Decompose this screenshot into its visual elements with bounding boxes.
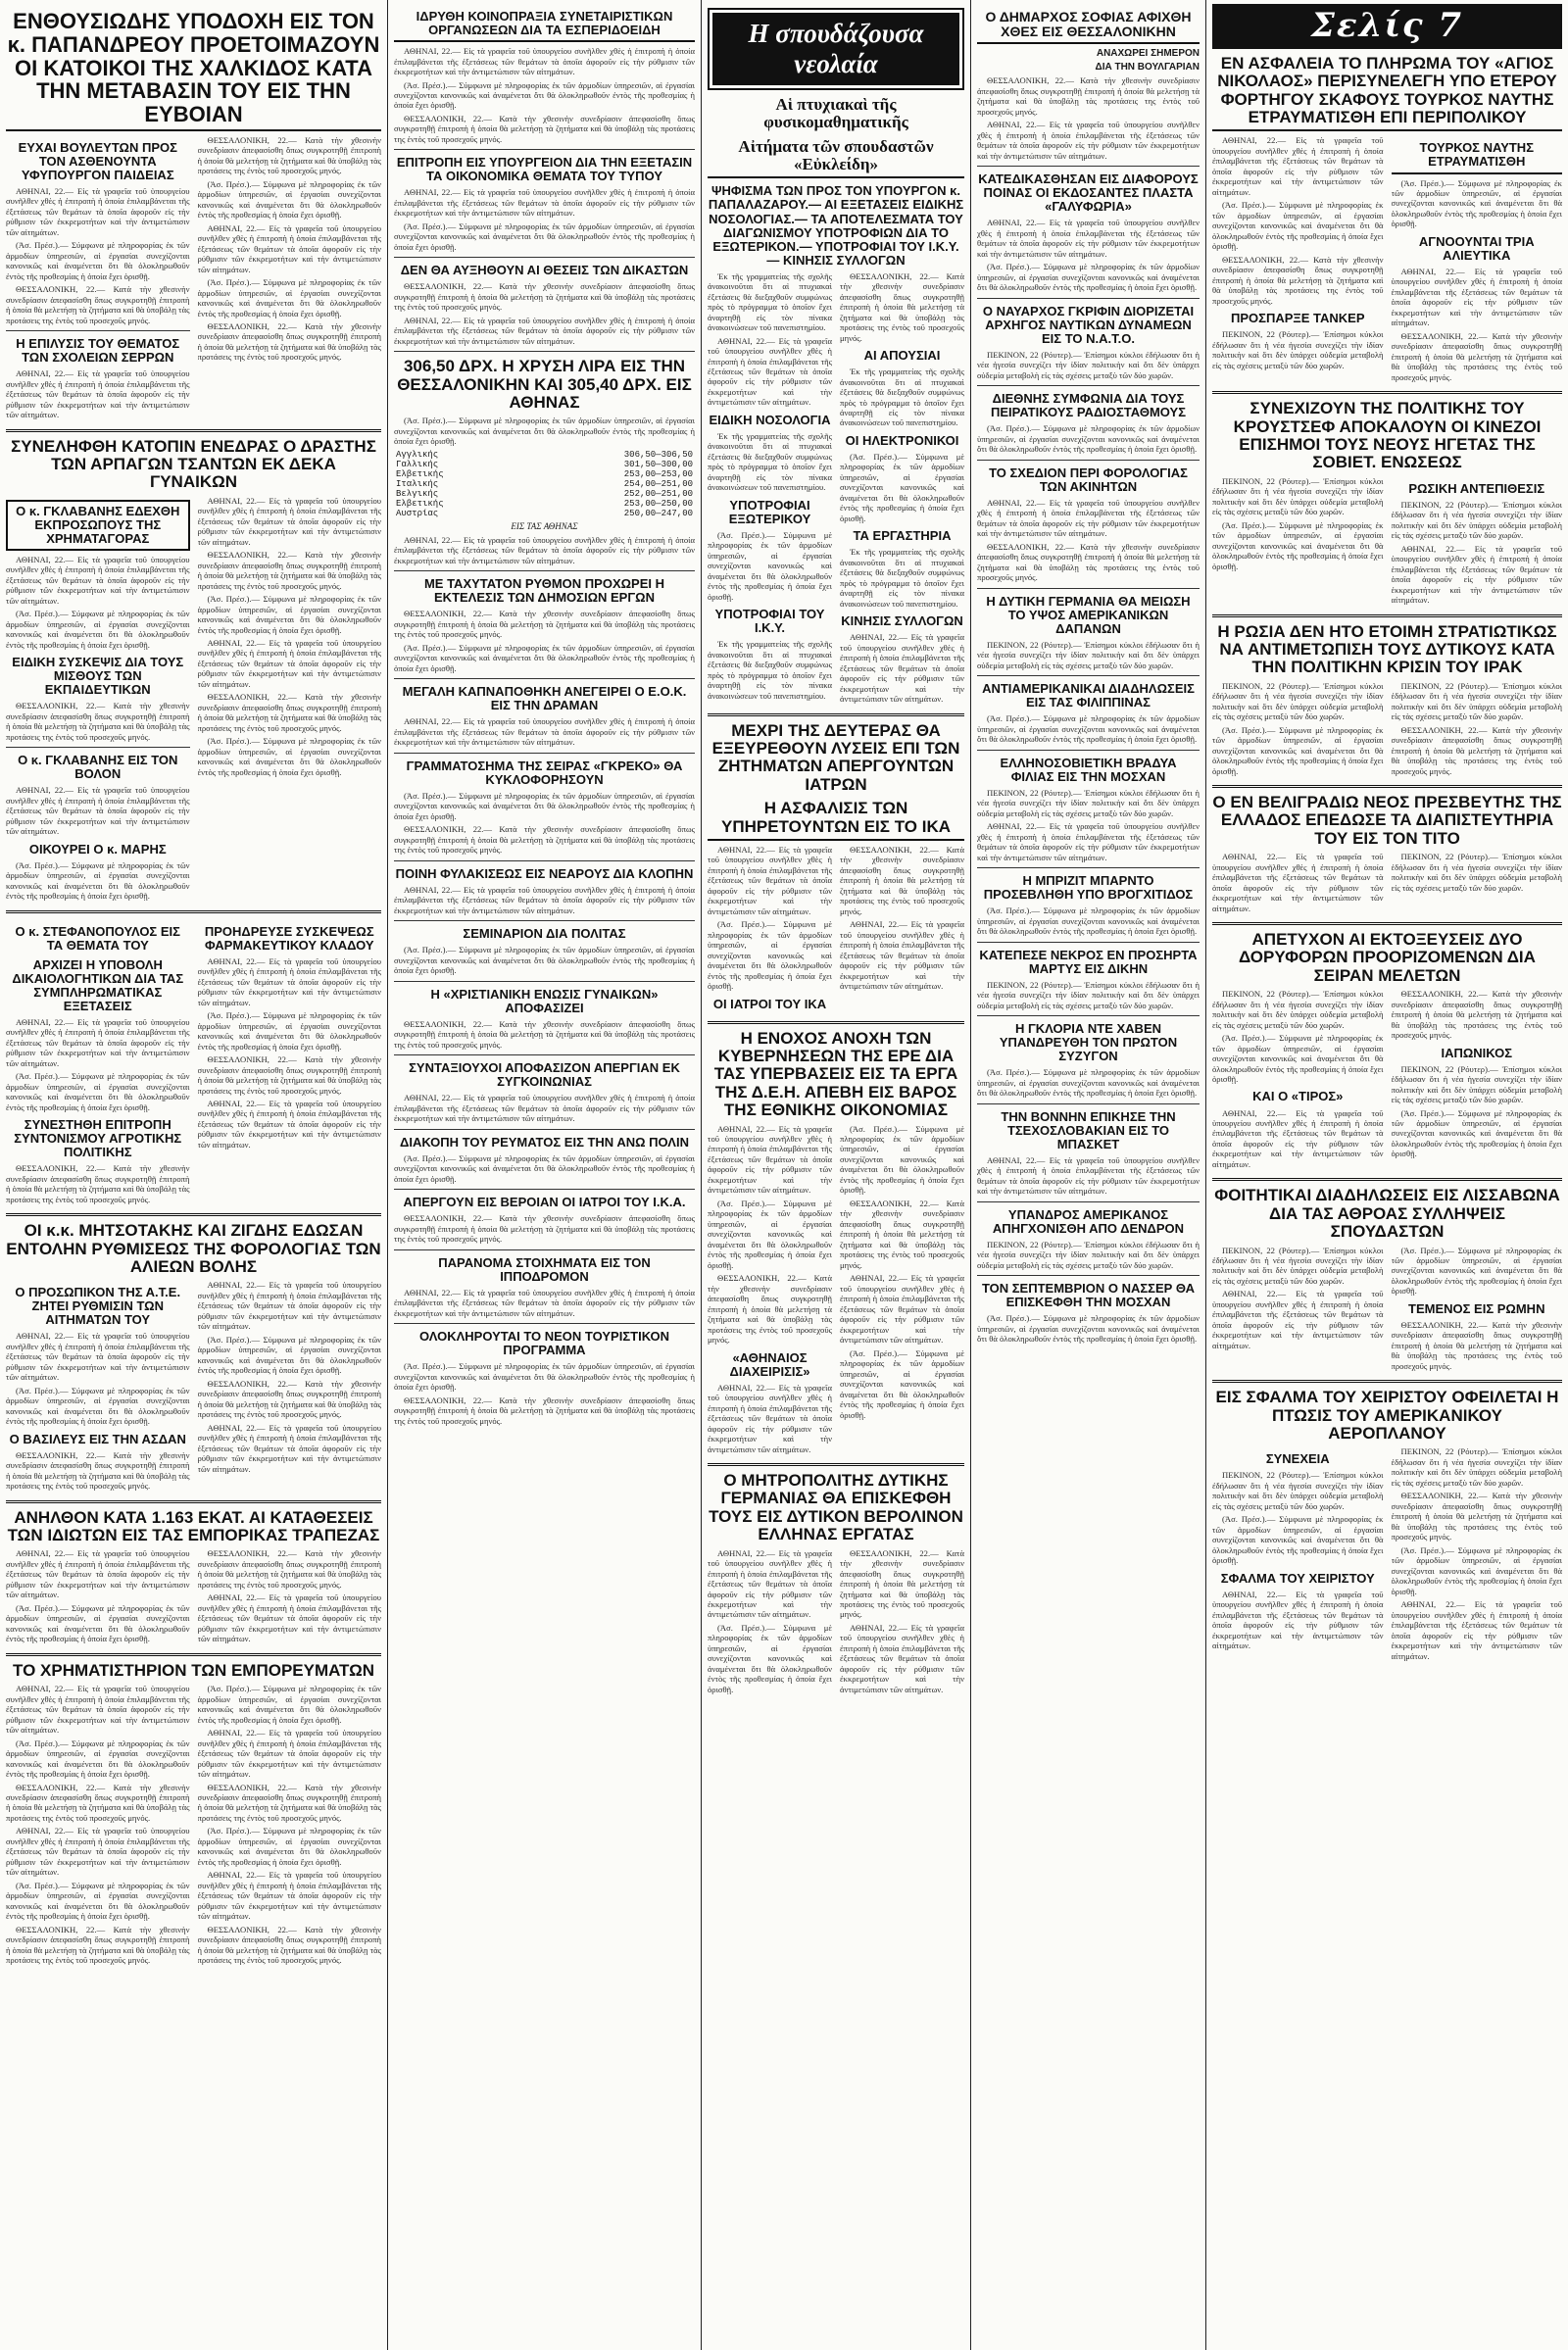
subheading-japanese: ΙΑΠΩΝΙΚΟΣ bbox=[1441, 1045, 1512, 1060]
headline-witness-dead: ΚΑΤΕΠΕΣΕ ΝΕΚΡΟΣ ΕΝ ΠΡΟΣΗΡΤΑ ΜΑΡΤΥΣ ΕΙΣ ΔΙΚΗΝ bbox=[979, 947, 1198, 976]
article-body: ΑΘΗΝΑΙ, 22.— Εἰς τὰ γραφεῖα τοῦ ὑπουργείου συνῆλθεν χθὲς ἡ ἐπιτροπὴ ἡ ὁποία ἐπιλαμβάνεται τῆς ἐξετάσεως τῶν θεμάτων τὰ ὁποῖα ἀφοροῦν εἰς τὴν ρύθμισιν τῶν ἐκκρεμοτήτων καὶ τὴν ἀντιμετώπισιν τῶν αἰτημάτων. bbox=[197, 1870, 381, 1922]
headline-bardot: Η ΜΠΡΙΖΙΤ ΜΠΑΡΝΤΟ ΠΡΟΣΕΒΛΗΘΗ ΥΠΟ ΒΡΟΓΧΙΤΙΔΟΣ bbox=[983, 873, 1194, 903]
gold-price-row bbox=[394, 469, 695, 479]
headline-pharma: ΠΡΟΗΔΡΕΥΣΕ ΣΥΣΚΕΨΕΩΣ ΦΑΡΜΑΚΕΥΤΙΚΟΥ ΚΛΑΔΟΥ bbox=[204, 923, 374, 953]
gold-price-row bbox=[394, 479, 695, 489]
article-body: Ἐκ τῆς γραμματείας τῆς σχολῆς ἀνακοινοῦται ὅτι αἱ πτυχιακαὶ ἐξετάσεις θὰ διεξαχθοῦν συμφώνως πρὸς τὸ πρόγραμμα τὸ ὁποῖον ἔχει ἀναρτηθῇ εἰς τὸν πίνακα ἀνακοινώσεων τοῦ πανεπιστημίου. bbox=[840, 547, 964, 609]
article-body: ΠΕΚΙΝΟΝ, 22 (Ρόυτερ).— Ἐπίσημοι κύκλοι ἐδήλωσαν ὅτι ἡ νέα ἡγεσία συνεχίζει τὴν ἰδίαν πολιτικὴν καὶ ὅτι δὲν ὑπάρχει οὐδεμία μεταβολὴ εἰς τὰς σχέσεις μεταξὺ τῶν δύο χωρῶν. bbox=[1212, 329, 1384, 370]
coin-price: 253,00—253,00 bbox=[623, 468, 693, 479]
column-1 bbox=[0, 0, 387, 2350]
article-body: ΑΘΗΝΑΙ, 22.— Εἰς τὰ γραφεῖα τοῦ ὑπουργείου συνῆλθεν χθὲς ἡ ἐπιτροπὴ ἡ ὁποία ἐπιλαμβάνεται τῆς ἐξετάσεως τῶν θεμάτων τὰ ὁποῖα ἀφοροῦν εἰς τὴν ρύθμισιν τῶν ἐκκρεμοτήτων καὶ τὴν ἀντιμετώπισιν τῶν αἰτημάτων. bbox=[394, 1093, 695, 1124]
article-body: ΑΘΗΝΑΙ, 22.— Εἰς τὰ γραφεῖα τοῦ ὑπουργείου συνῆλθεν χθὲς ἡ ἐπιτροπὴ ἡ ὁποία ἐπιλαμβάνεται τῆς ἐξετάσεως τῶν θεμάτων τὰ ὁποῖα ἀφοροῦν εἰς τὴν ρύθμισιν τῶν ἐκκρεμοτήτων καὶ τὴν ἀντιμετώπισιν τῶν αἰτημάτων. bbox=[6, 785, 190, 837]
headline-tourism: ΟΛΟΚΛΗΡΟΥΤΑΙ ΤΟ ΝΕΟΝ ΤΟΥΡΙΣΤΙΚΟΝ ΠΡΟΓΡΑΜΜΑ bbox=[419, 1329, 669, 1358]
article-body: (Ἀσ. Πρέσ.).— Σύμφωνα μὲ πληροφορίας ἐκ τῶν ἁρμοδίων ὑπηρεσιῶν, αἱ ἐργασίαι συνεχίζονται κανονικῶς καὶ ἀναμένεται ὅτι θὰ ὁλοκληρωθοῦν ἐντὸς τῆς προθεσμίας ἡ ὁποία ἔχει ὁρισθῇ. bbox=[197, 1334, 381, 1376]
coin-price: 250,00—247,00 bbox=[623, 508, 693, 518]
article-body: ΘΕΣΣΑΛΟΝΙΚΗ, 22.— Κατὰ τὴν χθεσινὴν συνεδρίασιν ἀπεφασίσθη ὅπως συγκροτηθῇ ἐπιτροπὴ ἡ ὁποία θὰ μελετήσῃ τὰ ζητήματα καὶ θὰ ὑποβάλῃ τὰς προτάσεις της ἐντὸς τοῦ προσεχοῦς μηνός. bbox=[197, 692, 381, 733]
article-body: ΑΘΗΝΑΙ, 22.— Εἰς τὰ γραφεῖα τοῦ ὑπουργείου συνῆλθεν χθὲς ἡ ἐπιτροπὴ ἡ ὁποία ἐπιλαμβάνεται τῆς ἐξετάσεως τῶν θεμάτων τὰ ὁποῖα ἀφοροῦν εἰς τὴν ρύθμισιν τῶν ἐκκρεμοτήτων καὶ τὴν ἀντιμετώπισιν τῶν αἰτημάτων. bbox=[977, 821, 1200, 862]
article-body: (Ἀσ. Πρέσ.).— Σύμφωνα μὲ πληροφορίας ἐκ τῶν ἁρμοδίων ὑπηρεσιῶν, αἱ ἐργασίαι συνεχίζονται κανονικῶς καὶ ἀναμένεται ὅτι θὰ ὁλοκληρωθοῦν ἐντὸς τῆς προθεσμίας ἡ ὁποία ἔχει ὁρισθῇ. bbox=[1391, 1107, 1562, 1159]
gold-price-row bbox=[394, 499, 695, 509]
coin-type: Αγγλικής bbox=[396, 449, 439, 460]
subheading-tiros: ΚΑΙ Ο «ΤΙΡΟΣ» bbox=[1252, 1089, 1344, 1104]
article-body: ΑΘΗΝΑΙ, 22.— Εἰς τὰ γραφεῖα τοῦ ὑπουργείου συνῆλθεν χθὲς ἡ ἐπιτροπὴ ἡ ὁποία ἐπιλαμβάνεται τῆς ἐξετάσεως τῶν θεμάτων τὰ ὁποῖα ἀφοροῦν εἰς τὴν ρύθμισιν τῶν ἐκκρεμοτήτων καὶ τὴν ἀντιμετώπισιν τῶν αἰτημάτων. bbox=[197, 1280, 381, 1332]
headline-king: Ο ΒΑΣΙΛΕΥΣ ΕΙΣ ΤΗΝ ΑΣΔΑΝ bbox=[9, 1431, 186, 1446]
subheading-rome-mosque: ΤΕΜΕΝΟΣ ΕΙΣ ΡΩΜΗΝ bbox=[1408, 1300, 1545, 1316]
article-body: ΘΕΣΣΑΛΟΝΙΚΗ, 22.— Κατὰ τὴν χθεσινὴν συνεδρίασιν ἀπεφασίσθη ὅπως συγκροτηθῇ ἐπιτροπὴ ἡ ὁποία θὰ μελετήσῃ τὰ ζητήματα καὶ θὰ ὑποβάλῃ τὰς προτάσεις της ἐντὸς τοῦ προσεχοῦς μηνός. bbox=[197, 1782, 381, 1823]
article-body: ΑΘΗΝΑΙ, 22.— Εἰς τὰ γραφεῖα τοῦ ὑπουργείου συνῆλθεν χθὲς ἡ ἐπιτροπὴ ἡ ὁποία ἐπιλαμβάνεται τῆς ἐξετάσεως τῶν θεμάτων τὰ ὁποῖα ἀφοροῦν εἰς τὴν ρύθμισιν τῶν ἐκκρεμοτήτων καὶ τὴν ἀντιμετώπισιν τῶν αἰτημάτων. bbox=[708, 1547, 832, 1620]
article-body: ΘΕΣΣΑΛΟΝΙΚΗ, 22.— Κατὰ τὴν χθεσινὴν συνεδρίασιν ἀπεφασίσθη ὅπως συγκροτηθῇ ἐπιτροπὴ ἡ ὁποία θὰ μελετήσῃ τὰ ζητήματα καὶ θὰ ὑποβάλῃ τὰς προτάσεις της ἐντὸς τοῦ προσεχοῦς μηνός. bbox=[6, 1924, 190, 1966]
headline-commodity-exchange: ΤΟ ΧΡΗΜΑΤΙΣΤΗΡΙΟΝ ΤΩΝ ΕΜΠΟΡΕΥΜΑΤΩΝ bbox=[13, 1660, 374, 1680]
article-body: (Ἀσ. Πρέσ.).— Σύμφωνα μὲ πληροφορίας ἐκ τῶν ἁρμοδίων ὑπηρεσιῶν, αἱ ἐργασίαι συνεχίζονται κανονικῶς καὶ ἀναμένεται ὅτι θὰ ὁλοκληρωθοῦν ἐντὸς τῆς προθεσμίας ἡ ὁποία ἔχει ὁρισθῇ. bbox=[840, 451, 964, 523]
article-body: ΠΕΚΙΝΟΝ, 22 (Ρόυτερ).— Ἐπίσημοι κύκλοι ἐδήλωσαν ὅτι ἡ νέα ἡγεσία συνεχίζει τὴν ἰδίαν πολιτικὴν καὶ ὅτι δὲν ὑπάρχει οὐδεμία μεταβολὴ εἰς τὰς σχέσεις μεταξὺ τῶν δύο χωρῶν. bbox=[977, 787, 1200, 818]
article-body: ΑΘΗΝΑΙ, 22.— Εἰς τὰ γραφεῖα τοῦ ὑπουργείου συνῆλθεν χθὲς ἡ ἐπιτροπὴ ἡ ὁποία ἐπιλαμβάνεται τῆς ἐξετάσεως τῶν θεμάτων τὰ ὁποῖα ἀφοροῦν εἰς τὴν ρύθμισιν τῶν ἐκκρεμοτήτων καὶ τὴν ἀντιμετώπισιν τῶν αἰτημάτων. bbox=[6, 554, 190, 606]
article-body: (Ἀσ. Πρέσ.).— Σύμφωνα μὲ πληροφορίας ἐκ τῶν ἁρμοδίων ὑπηρεσιῶν, αἱ ἐργασίαι συνεχίζονται κανονικῶς καὶ ἀναμένεται ὅτι θὰ ὁλοκληρωθοῦν ἐντὸς τῆς προθεσμίας ἡ ὁποία ἔχει ὁρισθῇ. bbox=[394, 1361, 695, 1393]
article-body: (Ἀσ. Πρέσ.).— Σύμφωνα μὲ πληροφορίας ἐκ τῶν ἁρμοδίων ὑπηρεσιῶν, αἱ ἐργασίαι συνεχίζονται κανονικῶς καὶ ἀναμένεται ὅτι θὰ ὁλοκληρωθοῦν ἐντὸς τῆς προθεσμίας ἡ ὁποία ἔχει ὁρισθῇ. bbox=[1391, 177, 1562, 229]
article-body: ΘΕΣΣΑΛΟΝΙΚΗ, 22.— Κατὰ τὴν χθεσινὴν συνεδρίασιν ἀπεφασίσθη ὅπως συγκροτηθῇ ἐπιτροπὴ ἡ ὁποία θὰ μελετήσῃ τὰ ζητήματα καὶ θὰ ὑποβάλῃ τὰς προτάσεις της ἐντὸς τοῦ προσεχοῦς μηνός. bbox=[394, 609, 695, 640]
article-body: (Ἀσ. Πρέσ.).— Σύμφωνα μὲ πληροφορίας ἐκ τῶν ἁρμοδίων ὑπηρεσιῶν, αἱ ἐργασίαι συνεχίζονται κανονικῶς καὶ ἀναμένεται ὅτι θὰ ὁλοκληρωθοῦν ἐντὸς τῆς προθεσμίας ἡ ὁποία ἔχει ὁρισθῇ. bbox=[394, 642, 695, 673]
article-body: (Ἀσ. Πρέσ.).— Σύμφωνα μὲ πληροφορίας ἐκ τῶν ἁρμοδίων ὑπηρεσιῶν, αἱ ἐργασίαι συνεχίζονται κανονικῶς καὶ ἀναμένεται ὅτι θὰ ὁλοκληρωθοῦν ἐντὸς τῆς προθεσμίας ἡ ὁποία ἔχει ὁρισθῇ. bbox=[6, 859, 190, 902]
article-body: ΑΘΗΝΑΙ, 22.— Εἰς τὰ γραφεῖα τοῦ ὑπουργείου συνῆλθεν χθὲς ἡ ἐπιτροπὴ ἡ ὁποία ἐπιλαμβάνεται τῆς ἐξετάσεως τῶν θεμάτων τὰ ὁποῖα ἀφοροῦν εἰς τὴν ρύθμισιν τῶν ἐκκρεμοτήτων καὶ τὴν ἀντιμετώπισιν τῶν αἰτημάτων. bbox=[6, 1331, 190, 1383]
coin-type: Βελγικής bbox=[396, 488, 439, 499]
article-body: ΑΘΗΝΑΙ, 22.— Εἰς τὰ γραφεῖα τοῦ ὑπουργείου συνῆλθεν χθὲς ἡ ἐπιτροπὴ ἡ ὁποία ἐπιλαμβάνεται τῆς ἐξετάσεως τῶν θεμάτων τὰ ὁποῖα ἀφοροῦν εἰς τὴν ρύθμισιν τῶν ἐκκρεμοτήτων καὶ τὴν ἀντιμετώπισιν τῶν αἰτημάτων. bbox=[840, 1273, 964, 1346]
article-body: (Ἀσ. Πρέσ.).— Σύμφωνα μὲ πληροφορίας ἐκ τῶν ἁρμοδίων ὑπηρεσιῶν, αἱ ἐργασίαι συνεχίζονται κανονικῶς καὶ ἀναμένεται ὅτι θὰ ὁλοκληρωθοῦν ἐντὸς τῆς προθεσμίας ἡ ὁποία ἔχει ὁρισθῇ. bbox=[840, 1347, 964, 1420]
article-body: (Ἀσ. Πρέσ.).— Σύμφωνα μὲ πληροφορίας ἐκ τῶν ἁρμοδίων ὑπηρεσιῶν, αἱ ἐργασίαι συνεχίζονται κανονικῶς καὶ ἀναμένεται ὅτι θὰ ὁλοκληρωθοῦν ἐντὸς τῆς προθεσμίας ἡ ὁποία ἔχει ὁρισθῇ. bbox=[1391, 1544, 1562, 1596]
headline-hippodrome: ΠΑΡΑΝΟΜΑ ΣΤΟΙΧΗΜΑΤΑ ΕΙΣ ΤΟΝ ΙΠΠΟΔΡΟΜΟΝ bbox=[438, 1254, 651, 1284]
headline-stamps: ΓΡΑΜΜΑΤΟΣΗΜΑ ΤΗΣ ΣΕΙΡΑΣ «ΓΚΡΕΚΟ» ΘΑ ΚΥΚΛΟΦΟΡΗΣΟΥΝ bbox=[406, 758, 683, 787]
article-body: ΑΘΗΝΑΙ, 22.— Εἰς τὰ γραφεῖα τοῦ ὑπουργείου συνῆλθεν χθὲς ἡ ἐπιτροπὴ ἡ ὁποία ἐπιλαμβάνεται τῆς ἐξετάσεως τῶν θεμάτων τὰ ὁποῖα ἀφοροῦν εἰς τὴν ρύθμισιν τῶν ἐκκρεμοτήτων καὶ τὴν ἀντιμετώπισιν τῶν αἰτημάτων. bbox=[708, 335, 832, 408]
article-body: (Ἀσ. Πρέσ.).— Σύμφωνα μὲ πληροφορίας ἐκ τῶν ἁρμοδίων ὑπηρεσιῶν, αἱ ἐργασίαι συνεχίζονται κανονικῶς καὶ ἀναμένεται ὅτι θὰ ὁλοκληρωθοῦν ἐντὸς τῆς προθεσμίας ἡ ὁποία ἔχει ὁρισθῇ. bbox=[197, 178, 381, 220]
article-body: (Ἀσ. Πρέσ.).— Σύμφωνα μὲ πληροφορίας ἐκ τῶν ἁρμοδίων ὑπηρεσιῶν, αἱ ἐργασίαι συνεχίζονται κανονικῶς καὶ ἀναμένεται ὅτι θὰ ὁλοκληρωθοῦν ἐντὸς τῆς προθεσμίας ἡ ὁποία ἔχει ὁρισθῇ. bbox=[6, 1385, 190, 1427]
article-body: ΑΘΗΝΑΙ, 22.— Εἰς τὰ γραφεῖα τοῦ ὑπουργείου συνῆλθεν χθὲς ἡ ἐπιτροπὴ ἡ ὁποία ἐπιλαμβάνεται τῆς ἐξετάσεως τῶν θεμάτων τὰ ὁποῖα ἀφοροῦν εἰς τὴν ρύθμισιν τῶν ἐκκρεμοτήτων καὶ τὴν ἀντιμετώπισιν τῶν αἰτημάτων. bbox=[394, 1287, 695, 1318]
coin-type: Ελβετικής bbox=[396, 498, 444, 509]
headline-prison: ΠΟΙΝΗ ΦΥΛΑΚΙΣΕΩΣ ΕΙΣ ΝΕΑΡΟΥΣ ΔΙΑ ΚΛΟΠΗΝ bbox=[395, 865, 694, 881]
article-body: (Ἀσ. Πρέσ.).— Σύμφωνα μὲ πληροφορίας ἐκ τῶν ἁρμοδίων ὑπηρεσιῶν, αἱ ἐργασίαι συνεχίζονται κανονικῶς καὶ ἀναμένεται ὅτι θὰ ὁλοκληρωθοῦν ἐντὸς τῆς προθεσμίας ἡ ὁποία ἔχει ὁρισθῇ. bbox=[394, 790, 695, 821]
article-body: (Ἀσ. Πρέσ.).— Σύμφωνα μὲ πληροφορίας ἐκ τῶν ἁρμοδίων ὑπηρεσιῶν, αἱ ἐργασίαι συνεχίζονται κανονικῶς καὶ ἀναμένεται ὅτι θὰ ὁλοκληρωθοῦν ἐντὸς τῆς προθεσμίας ἡ ὁποία ἔχει ὁρισθῇ. bbox=[977, 906, 1200, 937]
headline-russia-iraq: Η ΡΩΣΙΑ ΔΕΝ ΗΤΟ ΕΤΟΙΜΗ ΣΤΡΑΤΙΩΤΙΚΩΣ ΝΑ ΑΝΤΙΜΕΤΩΠΙΣΗ ΤΟΥΣ ΔΥΤΙΚΟΥΣ ΚΑΤΑ ΤΗΝ ΠΟΛΙΤΙΚΗΝ ΚΡΙΣΙΝ ΤΟΥ ΙΡΑΚ bbox=[1217, 621, 1557, 677]
article-body: ΑΘΗΝΑΙ, 22.— Εἰς τὰ γραφεῖα τοῦ ὑπουργείου συνῆλθεν χθὲς ἡ ἐπιτροπὴ ἡ ὁποία ἐπιλαμβάνεται τῆς ἐξετάσεως τῶν θεμάτων τὰ ὁποῖα ἀφοροῦν εἰς τὴν ρύθμισιν τῶν ἐκκρεμοτήτων καὶ τὴν ἀντιμετώπισιν τῶν αἰτημάτων. bbox=[840, 632, 964, 705]
column-2 bbox=[388, 0, 701, 2350]
article-body: ΘΕΣΣΑΛΟΝΙΚΗ, 22.— Κατὰ τὴν χθεσινὴν συνεδρίασιν ἀπεφασίσθη ὅπως συγκροτηθῇ ἐπιτροπὴ ἡ ὁποία θὰ μελετήσῃ τὰ ζητήματα καὶ θὰ ὑποβάλῃ τὰς προτάσεις της ἐντὸς τοῦ προσεχοῦς μηνός. bbox=[6, 1782, 190, 1823]
headline-mitsotakis: ΟΙ κ.κ. ΜΗΤΣΟΤΑΚΗΣ ΚΑΙ ΖΙΓΔΗΣ ΕΔΩΣΑΝ ΕΝΤΟΛΗΝ ΡΥΘΜΙΣΕΩΣ ΤΗΣ ΦΟΡΟΛΟΓΙΑΣ ΤΩΝ ΑΛΙΕΩΝ ΒΟΛΗΣ bbox=[6, 1221, 381, 1276]
headline-foundation: ΙΔΡΥΘΗ ΚΟΙΝΟΠΡΑΞΙΑ ΣΥΝΕΤΑΙΡΙΣΤΙΚΩΝ ΟΡΓΑΝΩΣΕΩΝ ΔΙΑ ΤΑ ΕΣΠΕΡΙΔΟΕΙΔΗ bbox=[394, 10, 695, 42]
subheading-abroad-scholarships: ΥΠΟΤΡΟΦΙΑΙ ΕΞΩΤΕΡΙΚΟΥ bbox=[728, 497, 811, 526]
article-body: (Ἀσ. Πρέσ.).— Σύμφωνα μὲ πληροφορίας ἐκ τῶν ἁρμοδίων ὑπηρεσιῶν, αἱ ἐργασίαι συνεχίζονται κανονικῶς καὶ ἀναμένεται ὅτι θὰ ὁλοκληρωθοῦν ἐντὸς τῆς προθεσμίας ἡ ὁποία ἔχει ὁρισθῇ. bbox=[1212, 724, 1384, 776]
coin-type: Ελβετικής bbox=[396, 468, 444, 479]
article-body: ΑΘΗΝΑΙ, 22.— Εἰς τὰ γραφεῖα τοῦ ὑπουργείου συνῆλθεν χθὲς ἡ ἐπιτροπὴ ἡ ὁποία ἐπιλαμβάνεται τῆς ἐξετάσεως τῶν θεμάτων τὰ ὁποῖα ἀφοροῦν εἰς τὴν ρύθμισιν τῶν ἐκκρεμοτήτων καὶ τὴν ἀντιμετώπισιν τῶν αἰτημάτων. bbox=[977, 497, 1200, 539]
article-body: ΘΕΣΣΑΛΟΝΙΚΗ, 22.— Κατὰ τὴν χθεσινὴν συνεδρίασιν ἀπεφασίσθη ὅπως συγκροτηθῇ ἐπιτροπὴ ἡ ὁποία θὰ μελετήσῃ τὰ ζητήματα καὶ θὰ ὑποβάλῃ τὰς προτάσεις της ἐντὸς τοῦ προσεχοῦς μηνός. bbox=[977, 75, 1200, 117]
coin-price: 252,00—251,00 bbox=[623, 488, 693, 499]
headline-seminar: ΣΕΜΙΝΑΡΙΟΝ ΔΙΑ ΠΟΛΙΤΑΣ bbox=[463, 926, 626, 942]
article-body: ΑΘΗΝΑΙ, 22.— Εἰς τὰ γραφεῖα τοῦ ὑπουργείου συνῆλθεν χθὲς ἡ ἐπιτροπὴ ἡ ὁποία ἐπιλαμβάνεται τῆς ἐξετάσεως τῶν θεμάτων τὰ ὁποῖα ἀφοροῦν εἰς τὴν ρύθμισιν τῶν ἐκκρεμοτήτων καὶ τὴν ἀντιμετώπισιν τῶν αἰτημάτων. bbox=[1212, 1289, 1384, 1350]
subheading-tanker: ΠΡΟΣΠΑΡΞΕ ΤΑΝΚΕΡ bbox=[1230, 311, 1365, 326]
column-4 bbox=[971, 0, 1205, 2350]
article-body: ΑΘΗΝΑΙ, 22.— Εἰς τὰ γραφεῖα τοῦ ὑπουργείου συνῆλθεν χθὲς ἡ ἐπιτροπὴ ἡ ὁποία ἐπιλαμβάνεται τῆς ἐξετάσεως τῶν θεμάτων τὰ ὁποῖα ἀφοροῦν εἰς τὴν ρύθμισιν τῶν ἐκκρεμοτήτων καὶ τὴν ἀντιμετώπισιν τῶν αἰτημάτων. bbox=[708, 1123, 832, 1196]
column-3 bbox=[702, 0, 970, 2350]
article-body: ΑΘΗΝΑΙ, 22.— Εἰς τὰ γραφεῖα τοῦ ὑπουργείου συνῆλθεν χθὲς ἡ ἐπιτροπὴ ἡ ὁποία ἐπιλαμβάνεται τῆς ἐξετάσεως τῶν θεμάτων τὰ ὁποῖα ἀφοροῦν εἰς τὴν ρύθμισιν τῶν ἐκκρεμοτήτων καὶ τὴν ἀντιμετώπισιν τῶν αἰτημάτων. bbox=[1391, 1599, 1562, 1661]
article-body: ΘΕΣΣΑΛΟΝΙΚΗ, 22.— Κατὰ τὴν χθεσινὴν συνεδρίασιν ἀπεφασίσθη ὅπως συγκροτηθῇ ἐπιτροπὴ ἡ ὁποία θὰ μελετήσῃ τὰ ζητήματα καὶ θὰ ὑποβάλῃ τὰς προτάσεις της ἐντὸς τοῦ προσεχοῦς μηνός. bbox=[197, 1054, 381, 1096]
article-body: ΑΘΗΝΑΙ, 22.— Εἰς τὰ γραφεῖα τοῦ ὑπουργείου συνῆλθεν χθὲς ἡ ἐπιτροπὴ ἡ ὁποία ἐπιλαμβάνεται τῆς ἐξετάσεως τῶν θεμάτων τὰ ὁποῖα ἀφοροῦν εἰς τὴν ρύθμισιν τῶν ἐκκρεμοτήτων καὶ τὴν ἀντιμετώπισιν τῶν αἰτημάτων. bbox=[197, 1592, 381, 1644]
coin-price: 253,00—250,00 bbox=[623, 498, 693, 509]
headline-glavanis-volos: Ο κ. ΓΚΛΑΒΑΝΗΣ ΕΙΣ ΤΟΝ ΒΟΛΟΝ bbox=[18, 753, 178, 782]
headline-arrest: ΣΥΝΕΛΗΦΘΗ ΚΑΤΟΠΙΝ ΕΝΕΔΡΑΣ Ο ΔΡΑΣΤΗΣ ΤΩΝ ΑΡΠΑΓΩΝ ΤΣΑΝΤΩΝ ΕΚ ΔΕΚΑ ΓΥΝΑΙΚΩΝ bbox=[11, 436, 376, 492]
subheading-iky-scholarships: ΥΠΟΤΡΟΦΙΑΙ ΤΟΥ Ι.Κ.Υ. bbox=[714, 607, 825, 636]
headline-khrushchev: ΣΥΝΕΧΙΖΟΥΝ ΤΗΣ ΠΟΛΙΤΙΚΗΣ ΤΟΥ ΚΡΟΥΣΤΣΕΦ ΑΠΟΚΑΛΟΥΝ ΟΙ ΚΙΝΕΖΟΙ ΕΠΙΣΗΜΟΙ ΤΟΥΣ ΝΕΟΥΣ ΗΓΕΤΑΣ ΤΗΣ ΣΟΒΙΕΤ. ΕΝΩΣΕΩΣ bbox=[1233, 399, 1542, 472]
article-body: ΘΕΣΣΑΛΟΝΙΚΗ, 22.— Κατὰ τὴν χθεσινὴν συνεδρίασιν ἀπεφασίσθη ὅπως συγκροτηθῇ ἐπιτροπὴ ἡ ὁποία θὰ μελετήσῃ τὰ ζητήματα καὶ θὰ ὑποβάλῃ τὰς προτάσεις της ἐντὸς τοῦ προσεχοῦς μηνός. bbox=[394, 1213, 695, 1245]
article-body: (Ἀσ. Πρέσ.).— Σύμφωνα μὲ πληροφορίας ἐκ τῶν ἁρμοδίων ὑπηρεσιῶν, αἱ ἐργασίαι συνεχίζονται κανονικῶς καὶ ἀναμένεται ὅτι θὰ ὁλοκληρωθοῦν ἐντὸς τῆς προθεσμίας ἡ ὁποία ἔχει ὁρισθῇ. bbox=[197, 736, 381, 777]
headline-committee: ΣΥΝΕΣΤΗΘΗ ΕΠΙΤΡΟΠΗ ΣΥΝΤΟΝΙΣΜΟΥ ΑΓΡΟΤΙΚΗΣ ΠΟΛΙΤΙΚΗΣ bbox=[14, 1117, 182, 1160]
coin-type: Αυστρίας bbox=[396, 508, 439, 518]
article-body: (Ἀσ. Πρέσ.).— Σύμφωνα μὲ πληροφορίας ἐκ τῶν ἁρμοδίων ὑπηρεσιῶν, αἱ ἐργασίαι συνεχίζονται κανονικῶς καὶ ἀναμένεται ὅτι θὰ ὁλοκληρωθοῦν ἐντὸς τῆς προθεσμίας ἡ ὁποία ἔχει ὁρισθῇ. bbox=[394, 220, 695, 252]
article-body: (Ἀσ. Πρέσ.).— Σύμφωνα μὲ πληροφορίας ἐκ τῶν ἁρμοδίων ὑπηρεσιῶν, αἱ ἐργασίαι συνεχίζονται κανονικῶς καὶ ἀναμένεται ὅτι θὰ ὁλοκληρωθοῦν ἐντὸς τῆς προθεσμίας ἡ ὁποία ἔχει ὁρισθῇ. bbox=[6, 609, 190, 650]
headline-sofia-mayor: Ο ΔΗΜΑΡΧΟΣ ΣΟΦΙΑΣ ΑΦΙΧΘΗ ΧΘΕΣ ΕΙΣ ΘΕΣΣΑΛΟΝΙΚΗΝ bbox=[977, 10, 1200, 44]
headline-berlin-workers: Ο ΜΗΤΡΟΠΟΛΙΤΗΣ ΔΥΤΙΚΗΣ ΓΕΡΜΑΝΙΑΣ ΘΑ ΕΠΙΣΚΕΦΘΗ ΤΟΥΣ ΕΙΣ ΔΥΤΙΚΟΝ ΒΕΡΟΛΙΝΟΝ ΕΛΛΗΝΑΣ ΕΡΓΑΤΑΣ bbox=[709, 1471, 963, 1544]
gold-price-row bbox=[394, 450, 695, 460]
article-body: ΑΘΗΝΑΙ, 22.— Εἰς τὰ γραφεῖα τοῦ ὑπουργείου συνῆλθεν χθὲς ἡ ἐπιτροπὴ ἡ ὁποία ἐπιλαμβάνεται τῆς ἐξετάσεως τῶν θεμάτων τὰ ὁποῖα ἀφοροῦν εἰς τὴν ρύθμισιν τῶν ἐκκρεμοτήτων καὶ τὴν ἀντιμετώπισιν τῶν αἰτημάτων. bbox=[6, 1826, 190, 1878]
subheading-russian-reaction: ΡΩΣΙΚΗ ΑΝΤΕΠΙΘΕΣΙΣ bbox=[1408, 480, 1545, 496]
coin-type: Γαλλικής bbox=[396, 459, 439, 469]
headline-public-works: ΜΕ ΤΑΧΥΤΑΤΟΝ ΡΥΘΜΟΝ ΠΡΟΧΩΡΕΙ Η ΕΚΤΕΛΕΣΙΣ ΤΩΝ ΔΗΜΟΣΙΩΝ ΕΡΓΩΝ bbox=[423, 576, 665, 606]
headline-judges: ΔΕΝ ΘΑ ΑΥΞΗΘΟΥΝ ΑΙ ΘΕΣΕΙΣ ΤΩΝ ΔΙΚΑΣΤΩΝ bbox=[400, 263, 689, 278]
article-body: ΘΕΣΣΑΛΟΝΙΚΗ, 22.— Κατὰ τὴν χθεσινὴν συνεδρίασιν ἀπεφασίσθη ὅπως συγκροτηθῇ ἐπιτροπὴ ἡ ὁποία θὰ μελετήσῃ τὰ ζητήματα καὶ θὰ ὑποβάλῃ τὰς προτάσεις της ἐντὸς τοῦ προσεχοῦς μηνός. bbox=[394, 1018, 695, 1050]
headline-nasser: ΤΟΝ ΣΕΠΤΕΜΒΡΙΟΝ Ο ΝΑΣΣΕΡ ΘΑ ΕΠΙΣΚΕΦΘΗ ΤΗΝ ΜΟΣΧΑΝ bbox=[981, 1281, 1196, 1310]
article-body: ΘΕΣΣΑΛΟΝΙΚΗ, 22.— Κατὰ τὴν χθεσινὴν συνεδρίασιν ἀπεφασίσθη ὅπως συγκροτηθῇ ἐπιτροπὴ ἡ ὁποία θὰ μελετήσῃ τὰ ζητήματα καὶ θὰ ὑποβάλῃ τὰς προτάσεις της ἐντὸς τοῦ προσεχοῦς μηνός. bbox=[1391, 330, 1562, 382]
page-number-logo: Σελίς 7 bbox=[1212, 4, 1562, 49]
article-body: (Ἀσ. Πρέσ.).— Σύμφωνα μὲ πληροφορίας ἐκ τῶν ἁρμοδίων ὑπηρεσιῶν, αἱ ἐργασίαι συνεχίζονται κανονικῶς καὶ ἀναμένεται ὅτι θὰ ὁλοκληρωθοῦν ἐντὸς τῆς προθεσμίας ἡ ὁποία ἔχει ὁρισθῇ. bbox=[394, 416, 695, 447]
article-body: ΠΕΚΙΝΟΝ, 22 (Ρόυτερ).— Ἐπίσημοι κύκλοι ἐδήλωσαν ὅτι ἡ νέα ἡγεσία συνεχίζει τὴν ἰδίαν πολιτικὴν καὶ ὅτι δὲν ὑπάρχει οὐδεμία μεταβολὴ εἰς τὰς σχέσεις μεταξὺ τῶν δύο χωρῶν. bbox=[1212, 989, 1384, 1030]
article-body: (Ἀσ. Πρέσ.).— Σύμφωνα μὲ πληροφορίας ἐκ τῶν ἁρμοδίων ὑπηρεσιῶν, αἱ ἐργασίαι συνεχίζονται κανονικῶς καὶ ἀναμένεται ὅτι θὰ ὁλοκληρωθοῦν ἐντὸς τῆς προθεσμίας ἡ ὁποία ἔχει ὁρισθῇ. bbox=[197, 1684, 381, 1725]
headline-glavanis-brokers: Ο κ. ΓΚΛΑΒΑΝΗΣ ΕΔΕΧΘΗ ΕΚΠΡΟΣΩΠΟΥΣ ΤΗΣ ΧΡΗΜΑΤΑΓΟΡΑΣ bbox=[6, 500, 190, 551]
headline-maris: ΟΙΚΟΥΡΕΙ Ο κ. ΜΑΡΗΣ bbox=[28, 841, 167, 857]
subheading-clubs: ΚΙΝΗΣΙΣ ΣΥΛΛΟΓΩΝ bbox=[841, 613, 963, 629]
article-body: ΘΕΣΣΑΛΟΝΙΚΗ, 22.— Κατὰ τὴν χθεσινὴν συνεδρίασιν ἀπεφασίσθη ὅπως συγκροτηθῇ ἐπιτροπὴ ἡ ὁποία θὰ μελετήσῃ τὰ ζητήματα καὶ θὰ ὑποβάλῃ τὰς προτάσεις της ἐντὸς τοῦ προσεχοῦς μηνός. bbox=[1391, 724, 1562, 776]
headline-pirate-radio: ΔΙΕΘΝΗΣ ΣΥΜΦΩΝΙΑ ΔΙΑ ΤΟΥΣ ΠΕΙΡΑΤΙΚΟΥΣ ΡΑΔΙΟΣΤΑΘΜΟΥΣ bbox=[990, 391, 1186, 420]
article-body: (Ἀσ. Πρέσ.).— Σύμφωνα μὲ πληροφορίας ἐκ τῶν ἁρμοδίων ὑπηρεσιῶν, αἱ ἐργασίαι συνεχίζονται κανονικῶς καὶ ἀναμένεται ὅτι θὰ ὁλοκληρωθοῦν ἐντὸς τῆς προθεσμίας ἡ ὁποία ἔχει ὁρισθῇ. bbox=[394, 1152, 695, 1184]
subheading-electronics: ΟΙ ΗΛΕΚΤΡΟΝΙΚΟΙ bbox=[845, 432, 959, 448]
subheading-turkish-sailor: ΤΟΥΡΚΟΣ ΝΑΥΤΗΣ ΕΤΡΑΥΜΑΤΙΣΘΗ bbox=[1392, 141, 1563, 173]
article-body: ΘΕΣΣΑΛΟΝΙΚΗ, 22.— Κατὰ τὴν χθεσινὴν συνεδρίασιν ἀπεφασίσθη ὅπως συγκροτηθῇ ἐπιτροπὴ ἡ ὁποία θὰ μελετήσῃ τὰ ζητήματα καὶ θὰ ὑποβάλῃ τὰς προτάσεις της ἐντὸς τοῦ προσεχοῦς μηνός. bbox=[840, 270, 964, 343]
headline-veria-doctors: ΑΠΕΡΓΟΥΝ ΕΙΣ ΒΕΡΟΙΑΝ ΟΙ ΙΑΤΡΟΙ ΤΟΥ Ι.Κ.Α. bbox=[403, 1195, 686, 1210]
headline-dei: Η ΕΝΟΧΟΣ ΑΝΟΧΗ ΤΩΝ ΚΥΒΕΡΝΗΣΕΩΝ ΤΗΣ ΕΡΕ ΔΙΑ ΤΑΣ ΥΠΕΡΒΑΣΕΙΣ ΕΙΣ ΤΑ ΕΡΓΑ ΤΗΣ Δ.Ε.Η. ΑΠΕΒΗ ΕΙΣ ΒΑΡΟΣ ΤΗΣ ΕΘΝΙΚΗΣ ΟΙΚΟΝΟΜΙΑΣ bbox=[713, 1028, 958, 1120]
headline-philippines: ΑΝΤΙΑΜΕΡΙΚΑΝΙΚΑΙ ΔΙΑΔΗΛΩΣΕΙΣ ΕΙΣ ΤΑΣ ΦΙΛΙΠΠΙΝΑΣ bbox=[982, 681, 1195, 710]
article-body: Ἐκ τῆς γραμματείας τῆς σχολῆς ἀνακοινοῦται ὅτι αἱ πτυχιακαὶ ἐξετάσεις θὰ διεξαχθοῦν συμφώνως πρὸς τὸ πρόγραμμα τὸ ὁποῖον ἔχει ἀναρτηθῇ εἰς τὸν πίνακα ἀνακοινώσεων τοῦ πανεπιστημίου. bbox=[840, 367, 964, 428]
subhead-departs: ΑΝΑΧΩΡΕΙ ΣΗΜΕΡΟΝ bbox=[1096, 48, 1200, 60]
article-body: ΘΕΣΣΑΛΟΝΙΚΗ, 22.— Κατὰ τὴν χθεσινὴν συνεδρίασιν ἀπεφασίσθη ὅπως συγκροτηθῇ ἐπιτροπὴ ἡ ὁποία θὰ μελετήσῃ τὰ ζητήματα καὶ θὰ ὑποβάλῃ τὰς προτάσεις της ἐντὸς τοῦ προσεχοῦς μηνός. bbox=[394, 281, 695, 313]
article-body: ΠΕΚΙΝΟΝ, 22 (Ρόυτερ).— Ἐπίσημοι κύκλοι ἐδήλωσαν ὅτι ἡ νέα ἡγεσία συνεχίζει τὴν ἰδίαν πολιτικὴν καὶ ὅτι δὲν ὑπάρχει οὐδεμία μεταβολὴ εἰς τὰς σχέσεις μεταξὺ τῶν δύο χωρῶν. bbox=[1212, 680, 1384, 722]
article-body: (Ἀσ. Πρέσ.).— Σύμφωνα μὲ πληροφορίας ἐκ τῶν ἁρμοδίων ὑπηρεσιῶν, αἱ ἐργασίαι συνεχίζονται κανονικῶς καὶ ἀναμένεται ὅτι θὰ ὁλοκληρωθοῦν ἐντὸς τῆς προθεσμίας ἡ ὁποία ἔχει ὁρισθῇ. bbox=[394, 79, 695, 111]
article-body: ΘΕΣΣΑΛΟΝΙΚΗ, 22.— Κατὰ τὴν χθεσινὴν συνεδρίασιν ἀπεφασίσθη ὅπως συγκροτηθῇ ἐπιτροπὴ ἡ ὁποία θὰ μελετήσῃ τὰ ζητήματα καὶ θὰ ὑποβάλῃ τὰς προτάσεις της ἐντὸς τοῦ προσεχοῦς μηνός. bbox=[197, 134, 381, 176]
headline-moscow-evening: ΕΛΛΗΝΟΣΟΒΙΕΤΙΚΗ ΒΡΑΔΥΑ ΦΙΛΙΑΣ ΕΙΣ ΤΗΝ ΜΟΣΧΑΝ bbox=[1000, 755, 1177, 784]
article-body: ΘΕΣΣΑΛΟΝΙΚΗ, 22.— Κατὰ τὴν χθεσινὴν συνεδρίασιν ἀπεφασίσθη ὅπως συγκροτηθῇ ἐπιτροπὴ ἡ ὁποία θὰ μελετήσῃ τὰ ζητήματα καὶ θὰ ὑποβάλῃ τὰς προτάσεις της ἐντὸς τοῦ προσεχοῦς μηνός. bbox=[1391, 1491, 1562, 1542]
headline-agios-nikolaos: ΕΝ ΑΣΦΑΛΕΙΑ ΤΟ ΠΛΗΡΩΜΑ ΤΟΥ «ΑΓΙΟΣ ΝΙΚΟΛΑΟΣ» ΠΕΡΙΣΥΝΕΛΕΓΗ ΥΠΟ ΕΤΕΡΟΥ ΦΟΡΤΗΓΟΥ ΣΚΑΦΟΥΣ ΤΟΥΡΚΟΣ ΝΑΥΤΗΣ ΕΤΡΑΥΜΑΤΙΣΘΗ ΕΠΙ ΠΕΡΙΠΟΛΙΚΟΥ bbox=[1212, 55, 1562, 131]
article-body: (Ἀσ. Πρέσ.).— Σύμφωνα μὲ πληροφορίας ἐκ τῶν ἁρμοδίων ὑπηρεσιῶν, αἱ ἐργασίαι συνεχίζονται κανονικῶς καὶ ἀναμένεται ὅτι θὰ ὁλοκληρωθοῦν ἐντὸς τῆς προθεσμίας ἡ ὁποία ἔχει ὁρισθῇ. bbox=[708, 529, 832, 602]
headline-convictions: ΚΑΤΕΔΙΚΑΣΘΗΣΑΝ ΕΙΣ ΔΙΑΦΟΡΟΥΣ ΠΟΙΝΑΣ ΟΙ ΕΚΔΟΣΑΝΤΕΣ ΠΛΑΣΤΑ «ΓΑΛΥΦΩΡΙΑ» bbox=[978, 171, 1199, 215]
article-body: ΘΕΣΣΑΛΟΝΙΚΗ, 22.— Κατὰ τὴν χθεσινὴν συνεδρίασιν ἀπεφασίσθη ὅπως συγκροτηθῇ ἐπιτροπὴ ἡ ὁποία θὰ μελετήσῃ τὰ ζητήματα καὶ θὰ ὑποβάλῃ τὰς προτάσεις της ἐντὸς τοῦ προσεχοῦς μηνός. bbox=[6, 284, 190, 325]
article-body: (Ἀσ. Πρέσ.).— Σύμφωνα μὲ πληροφορίας ἐκ τῶν ἁρμοδίων ὑπηρεσιῶν, αἱ ἐργασίαι συνεχίζονται κανονικῶς καὶ ἀναμένεται ὅτι θὰ ὁλοκληρωθοῦν ἐντὸς τῆς προθεσμίας ἡ ὁποία ἔχει ὁρισθῇ. bbox=[1391, 1245, 1562, 1297]
article-body: (Ἀσ. Πρέσ.).— Σύμφωνα μὲ πληροφορίας ἐκ τῶν ἁρμοδίων ὑπηρεσιῶν, αἱ ἐργασίαι συνεχίζονται κανονικῶς καὶ ἀναμένεται ὅτι θὰ ὁλοκληρωθοῦν ἐντὸς τῆς προθεσμίας ἡ ὁποία ἔχει ὁρισθῇ. bbox=[394, 945, 695, 976]
article-body: ΑΘΗΝΑΙ, 22.— Εἰς τὰ γραφεῖα τοῦ ὑπουργείου συνῆλθεν χθὲς ἡ ἐπιτροπὴ ἡ ὁποία ἐπιλαμβάνεται τῆς ἐξετάσεως τῶν θεμάτων τὰ ὁποῖα ἀφοροῦν εἰς τὴν ρύθμισιν τῶν ἐκκρεμοτήτων καὶ τὴν ἀντιμετώπισιν τῶν αἰτημάτων. bbox=[394, 46, 695, 77]
article-body: ΘΕΣΣΑΛΟΝΙΚΗ, 22.— Κατὰ τὴν χθεσινὴν συνεδρίασιν ἀπεφασίσθη ὅπως συγκροτηθῇ ἐπιτροπὴ ἡ ὁποία θὰ μελετήσῃ τὰ ζητήματα καὶ θὰ ὑποβάλῃ τὰς προτάσεις της ἐντὸς τοῦ προσεχοῦς μηνός. bbox=[197, 1548, 381, 1590]
gold-price-table bbox=[394, 450, 695, 518]
article-body: ΑΘΗΝΑΙ, 22.— Εἰς τὰ γραφεῖα τοῦ ὑπουργείου συνῆλθεν χθὲς ἡ ἐπιτροπὴ ἡ ὁποία ἐπιλαμβάνεται τῆς ἐξετάσεως τῶν θεμάτων τὰ ὁποῖα ἀφοροῦν εἰς τὴν ρύθμισιν τῶν ἐκκρεμοτήτων καὶ τὴν ἀντιμετώπισιν τῶν αἰτημάτων. bbox=[197, 638, 381, 689]
article-body: ΑΘΗΝΑΙ, 22.— Εἰς τὰ γραφεῖα τοῦ ὑπουργείου συνῆλθεν χθὲς ἡ ἐπιτροπὴ ἡ ὁποία ἐπιλαμβάνεται τῆς ἐξετάσεως τῶν θεμάτων τὰ ὁποῖα ἀφοροῦν εἰς τὴν ρύθμισιν τῶν ἐκκρεμοτήτων καὶ τὴν ἀντιμετώπισιν τῶν αἰτημάτων. bbox=[394, 716, 695, 748]
article-body: ΘΕΣΣΑΛΟΝΙΚΗ, 22.— Κατὰ τὴν χθεσινὴν συνεδρίασιν ἀπεφασίσθη ὅπως συγκροτηθῇ ἐπιτροπὴ ἡ ὁποία θὰ μελετήσῃ τὰ ζητήματα καὶ θὰ ὑποβάλῃ τὰς προτάσεις της ἐντὸς τοῦ προσεχοῦς μηνός. bbox=[977, 541, 1200, 583]
headline-teachers-salaries: ΕΙΔΙΚΗ ΣΥΣΚΕΨΙΣ ΔΙΑ ΤΟΥΣ ΜΙΣΘΟΥΣ ΤΩΝ ΕΚΠΑΙΔΕΥΤΙΚΩΝ bbox=[12, 655, 184, 698]
gold-price-row bbox=[394, 509, 695, 518]
article-body: ΠΕΚΙΝΟΝ, 22 (Ρόυτερ).— Ἐπίσημοι κύκλοι ἐδήλωσαν ὅτι ἡ νέα ἡγεσία συνεχίζει τὴν ἰδίαν πολιτικὴν καὶ ὅτι δὲν ὑπάρχει οὐδεμία μεταβολὴ εἰς τὰς σχέσεις μεταξὺ τῶν δύο χωρῶν. bbox=[1391, 852, 1562, 893]
article-body: (Ἀσ. Πρέσ.).— Σύμφωνα μὲ πληροφορίας ἐκ τῶν ἁρμοδίων ὑπηρεσιῶν, αἱ ἐργασίαι συνεχίζονται κανονικῶς καὶ ἀναμένεται ὅτι θὰ ὁλοκληρωθοῦν ἐντὸς τῆς προθεσμίας ἡ ὁποία ἔχει ὁρισθῇ. bbox=[197, 1010, 381, 1052]
headline-christian-union: Η «ΧΡΙΣΤΙΑΝΙΚΗ ΕΝΩΣΙΣ ΓΥΝΑΙΚΩΝ» ΑΠΟΦΑΣΙΖΕΙ bbox=[430, 986, 659, 1015]
banner-title: Η σπουδάζουσα νεολαία bbox=[712, 13, 959, 85]
article-body: ΠΕΚΙΝΟΝ, 22 (Ρόυτερ).— Ἐπίσημοι κύκλοι ἐδήλωσαν ὅτι ἡ νέα ἡγεσία συνεχίζει τὴν ἰδίαν πολιτικὴν καὶ ὅτι δὲν ὑπάρχει οὐδεμία μεταβολὴ εἰς τὰς σχέσεις μεταξὺ τῶν δύο χωρῶν. bbox=[1391, 1446, 1562, 1488]
headline-german-spending: Η ΔΥΤΙΚΗ ΓΕΡΜΑΝΙΑ ΘΑ ΜΕΙΩΣΗ ΤΟ ΥΨΟΣ ΑΜΕΡΙΚΑΝΙΚΩΝ ΔΑΠΑΝΩΝ bbox=[986, 593, 1191, 636]
headline-american-hanged: ΥΠΑΝΔΡΟΣ ΑΜΕΡΙΚΑΝΟΣ ΑΠΗΓΧΟΝΙΣΘΗ ΑΠΟ ΔΕΝΔΡΟΝ bbox=[992, 1206, 1185, 1236]
subheading-absences: ΑΙ ΑΠΟΥΣΙΑΙ bbox=[863, 348, 941, 364]
article-body: ΑΘΗΝΑΙ, 22.— Εἰς τὰ γραφεῖα τοῦ ὑπουργείου συνῆλθεν χθὲς ἡ ἐπιτροπὴ ἡ ὁποία ἐπιλαμβάνεται τῆς ἐξετάσεως τῶν θεμάτων τὰ ὁποῖα ἀφοροῦν εἰς τὴν ρύθμισιν τῶν ἐκκρεμοτήτων καὶ τὴν ἀντιμετώπισιν τῶν αἰτημάτων. bbox=[197, 955, 381, 1007]
article-body: ΘΕΣΣΑΛΟΝΙΚΗ, 22.— Κατὰ τὴν χθεσινὴν συνεδρίασιν ἀπεφασίσθη ὅπως συγκροτηθῇ ἐπιτροπὴ ἡ ὁποία θὰ μελετήσῃ τὰ ζητήματα καὶ θὰ ὑποβάλῃ τὰς προτάσεις της ἐντὸς τοῦ προσεχοῦς μηνός. bbox=[197, 1378, 381, 1420]
article-body: ΑΘΗΝΑΙ, 22.— Εἰς τὰ γραφεῖα τοῦ ὑπουργείου συνῆλθεν χθὲς ἡ ἐπιτροπὴ ἡ ὁποία ἐπιλαμβάνεται τῆς ἐξετάσεως τῶν θεμάτων τὰ ὁποῖα ἀφοροῦν εἰς τὴν ρύθμισιν τῶν ἐκκρεμοτήτων καὶ τὴν ἀντιμετώπισιν τῶν αἰτημάτων. bbox=[1391, 543, 1562, 606]
headline-ate: Ο ΠΡΟΣΩΠΙΚΟΝ ΤΗΣ Α.Τ.Ε. ΖΗΤΕΙ ΡΥΘΜΙΣΙΝ ΤΩΝ ΑΙΤΗΜΑΤΩΝ ΤΟΥ bbox=[15, 1285, 181, 1328]
article-body: ΠΕΚΙΝΟΝ, 22 (Ρόυτερ).— Ἐπίσημοι κύκλοι ἐδήλωσαν ὅτι ἡ νέα ἡγεσία συνεχίζει τὴν ἰδίαν πολιτικὴν καὶ ὅτι δὲν ὑπάρχει οὐδεμία μεταβολὴ εἰς τὰς σχέσεις μεταξὺ τῶν δύο χωρῶν. bbox=[977, 979, 1200, 1010]
headline-gloria: Η ΓΚΛΟΡΙΑ ΝΤΕ ΧΑΒΕΝ ΥΠΑΝΔΡΕΥΘΗ ΤΟΝ ΠΡΩΤΟΝ ΣΥΖΥΓΟΝ bbox=[999, 1021, 1178, 1064]
headline-lisbon-students: ΦΟΙΤΗΤΙΚΑΙ ΔΙΑΔΗΛΩΣΕΙΣ ΕΙΣ ΛΙΣΣΑΒΩΝΑ ΔΙΑ ΤΑΣ ΑΘΡΟΑΣ ΣΥΛΛΗΨΕΙΣ ΣΠΟΥΔΑΣΤΩΝ bbox=[1214, 1186, 1560, 1242]
article-body: (Ἀσ. Πρέσ.).— Σύμφωνα μὲ πληροφορίας ἐκ τῶν ἁρμοδίων ὑπηρεσιῶν, αἱ ἐργασίαι συνεχίζονται κανονικῶς καὶ ἀναμένεται ὅτι θὰ ὁλοκληρωθοῦν ἐντὸς τῆς προθεσμίας ἡ ὁποία ἔχει ὁρισθῇ. bbox=[197, 594, 381, 635]
article-body: ΘΕΣΣΑΛΟΝΙΚΗ, 22.— Κατὰ τὴν χθεσινὴν συνεδρίασιν ἀπεφασίσθη ὅπως συγκροτηθῇ ἐπιτροπὴ ἡ ὁποία θὰ μελετήσῃ τὰ ζητήματα καὶ θὰ ὑποβάλῃ τὰς προτάσεις της ἐντὸς τοῦ προσεχοῦς μηνός. bbox=[394, 1395, 695, 1426]
column-5 bbox=[1206, 0, 1568, 2350]
article-body: ΠΕΚΙΝΟΝ, 22 (Ρόυτερ).— Ἐπίσημοι κύκλοι ἐδήλωσαν ὅτι ἡ νέα ἡγεσία συνεχίζει τὴν ἰδίαν πολιτικὴν καὶ ὅτι δὲν ὑπάρχει οὐδεμία μεταβολὴ εἰς τὰς σχέσεις μεταξὺ τῶν δύο χωρῶν. bbox=[977, 1239, 1200, 1270]
subheading-dei: «ΑΘΗΝΑΙΟΣ ΔΙΑΧΕΙΡΙΣΙΣ» bbox=[729, 1349, 810, 1379]
article-body: Ἐκ τῆς γραμματείας τῆς σχολῆς ἀνακοινοῦται ὅτι αἱ πτυχιακαὶ ἐξετάσεις θὰ διεξαχθοῦν συμφώνως πρὸς τὸ πρόγραμμα τὸ ὁποῖον ἔχει ἀναρτηθῇ εἰς τὸν πίνακα ἀνακοινώσεων τοῦ πανεπιστημίου. bbox=[708, 430, 832, 493]
article-body: ΑΘΗΝΑΙ, 22.— Εἰς τὰ γραφεῖα τοῦ ὑπουργείου συνῆλθεν χθὲς ἡ ἐπιτροπὴ ἡ ὁποία ἐπιλαμβάνεται τῆς ἐξετάσεως τῶν θεμάτων τὰ ὁποῖα ἀφοροῦν εἰς τὴν ρύθμισιν τῶν ἐκκρεμοτήτων καὶ τὴν ἀντιμετώπισιν τῶν αἰτημάτων. bbox=[6, 1684, 190, 1736]
article-body: ΘΕΣΣΑΛΟΝΙΚΗ, 22.— Κατὰ τὴν χθεσινὴν συνεδρίασιν ἀπεφασίσθη ὅπως συγκροτηθῇ ἐπιτροπὴ ἡ ὁποία θὰ μελετήσῃ τὰ ζητήματα καὶ θὰ ὑποβάλῃ τὰς προτάσεις της ἐντὸς τοῦ προσεχοῦς μηνός. bbox=[197, 1924, 381, 1966]
article-body: ΑΘΗΝΑΙ, 22.— Εἰς τὰ γραφεῖα τοῦ ὑπουργείου συνῆλθεν χθὲς ἡ ἐπιτροπὴ ἡ ὁποία ἐπιλαμβάνεται τῆς ἐξετάσεως τῶν θεμάτων τὰ ὁποῖα ἀφοροῦν εἰς τὴν ρύθμισιν τῶν ἐκκρεμοτήτων καὶ τὴν ἀντιμετώπισιν τῶν αἰτημάτων. bbox=[977, 218, 1200, 259]
article-body: ΑΘΗΝΑΙ, 22.— Εἰς τὰ γραφεῖα τοῦ ὑπουργείου συνῆλθεν χθὲς ἡ ἐπιτροπὴ ἡ ὁποία ἐπιλαμβάνεται τῆς ἐξετάσεως τῶν θεμάτων τὰ ὁποῖα ἀφοροῦν εἰς τὴν ρύθμισιν τῶν ἐκκρεμοτήτων καὶ τὴν ἀντιμετώπισιν τῶν αἰτημάτων. bbox=[394, 884, 695, 915]
article-body: ΘΕΣΣΑΛΟΝΙΚΗ, 22.— Κατὰ τὴν χθεσινὴν συνεδρίασιν ἀπεφασίσθη ὅπως συγκροτηθῇ ἐπιτροπὴ ἡ ὁποία θὰ μελετήσῃ τὰ ζητήματα καὶ θὰ ὑποβάλῃ τὰς προτάσεις της ἐντὸς τοῦ προσεχοῦς μηνός. bbox=[6, 1163, 190, 1204]
article-body: ΑΘΗΝΑΙ, 22.— Εἰς τὰ γραφεῖα τοῦ ὑπουργείου συνῆλθεν χθὲς ἡ ἐπιτροπὴ ἡ ὁποία ἐπιλαμβάνεται τῆς ἐξετάσεως τῶν θεμάτων τὰ ὁποῖα ἀφοροῦν εἰς τὴν ρύθμισιν τῶν ἐκκρεμοτήτων καὶ τὴν ἀντιμετώπισιν τῶν αἰτημάτων. bbox=[394, 315, 695, 346]
article-body: ΘΕΣΣΑΛΟΝΙΚΗ, 22.— Κατὰ τὴν χθεσινὴν συνεδρίασιν ἀπεφασίσθη ὅπως συγκροτηθῇ ἐπιτροπὴ ἡ ὁποία θὰ μελετήσῃ τὰ ζητήματα καὶ θὰ ὑποβάλῃ τὰς προτάσεις της ἐντὸς τοῦ προσεχοῦς μηνός. bbox=[6, 701, 190, 742]
headline-ika-insurance: Η ΑΣΦΑΛΙΣΙΣ ΤΩΝ ΥΠΗΡΕΤΟΥΝΤΩΝ ΕΙΣ ΤΟ ΙΚΑ bbox=[708, 800, 964, 841]
headline-basketball: ΤΗΝ ΒΟΝΝΗΝ ΕΠΙΚΗΣΕ ΤΗΝ ΤΣΕΧΟΣΛΟΒΑΚΙΑΝ ΕΙΣ ΤΟ ΜΠΑΣΚΕΤ bbox=[1001, 1108, 1176, 1151]
headline-documents: ΑΡΧΙΖΕΙ Η ΥΠΟΒΟΛΗ ΔΙΚΑΙΟΛΟΓΗΤΙΚΩΝ ΔΙΑ ΤΑΣ ΣΥΜΠΛΗΡΩΜΑΤΙΚΑΣ ΕΞΕΤΑΣΕΙΣ bbox=[12, 956, 184, 1013]
article-body: ΘΕΣΣΑΛΟΝΙΚΗ, 22.— Κατὰ τὴν χθεσινὴν συνεδρίασιν ἀπεφασίσθη ὅπως συγκροτηθῇ ἐπιτροπὴ ἡ ὁποία θὰ μελετήσῃ τὰ ζητήματα καὶ θὰ ὑποβάλῃ τὰς προτάσεις της ἐντὸς τοῦ προσεχοῦς μηνός. bbox=[840, 1198, 964, 1270]
article-body: ΑΘΗΝΑΙ, 22.— Εἰς τὰ γραφεῖα τοῦ ὑπουργείου συνῆλθεν χθὲς ἡ ἐπιτροπὴ ἡ ὁποία ἐπιλαμβάνεται τῆς ἐξετάσεως τῶν θεμάτων τὰ ὁποῖα ἀφοροῦν εἰς τὴν ρύθμισιν τῶν ἐκκρεμοτήτων καὶ τὴν ἀντιμετώπισιν τῶν αἰτημάτων. bbox=[1212, 852, 1384, 913]
headline-wishes: ΕΥΧΑΙ ΒΟΥΛΕΥΤΩΝ ΠΡΟΣ ΤΟΝ ΑΣΘΕΝΟΥΝΤΑ ΥΦΥΠΟΥΡΓΟΝ ΠΑΙΔΕΙΑΣ bbox=[18, 139, 177, 182]
article-body: ΑΘΗΝΑΙ, 22.— Εἰς τὰ γραφεῖα τοῦ ὑπουργείου συνῆλθεν χθὲς ἡ ἐπιτροπὴ ἡ ὁποία ἐπιλαμβάνεται τῆς ἐξετάσεως τῶν θεμάτων τὰ ὁποῖα ἀφοροῦν εἰς τὴν ρύθμισιν τῶν ἐκκρεμοτήτων καὶ τὴν ἀντιμετώπισιν τῶν αἰτημάτων. bbox=[1212, 1107, 1384, 1169]
article-body: (Ἀσ. Πρέσ.).— Σύμφωνα μὲ πληροφορίας ἐκ τῶν ἁρμοδίων ὑπηρεσιῶν, αἱ ἐργασίαι συνεχίζονται κανονικῶς καὶ ἀναμένεται ὅτι θὰ ὁλοκληρωθοῦν ἐντὸς τῆς προθεσμίας ἡ ὁποία ἔχει ὁρισθῇ. bbox=[977, 423, 1200, 455]
article-body: Ἐκ τῆς γραμματείας τῆς σχολῆς ἀνακοινοῦται ὅτι αἱ πτυχιακαὶ ἐξετάσεις θὰ διεξαχθοῦν συμφώνως πρὸς τὸ πρόγραμμα τὸ ὁποῖον ἔχει ἀναρτηθῇ εἰς τὸν πίνακα ἀνακοινώσεων τοῦ πανεπιστημίου. bbox=[708, 639, 832, 701]
headline-satellites: ΑΠΕΤΥΧΟΝ ΑΙ ΕΚΤΟΞΕΥΣΕΙΣ ΔΥΟ ΔΟΡΥΦΟΡΩΝ ΠΡΟΟΡΙΖΟΜΕΝΩΝ ΔΙΑ ΣΕΙΡΑΝ ΜΕΛΕΤΩΝ bbox=[1239, 930, 1536, 985]
article-body: (Ἀσ. Πρέσ.).— Σύμφωνα μὲ πληροφορίας ἐκ τῶν ἁρμοδίων ὑπηρεσιῶν, αἱ ἐργασίαι συνεχίζονται κανονικῶς καὶ ἀναμένεται ὅτι θὰ ὁλοκληρωθοῦν ἐντὸς τῆς προθεσμίας ἡ ὁποία ἔχει ὁρισθῇ. bbox=[197, 1826, 381, 1867]
headline-property-tax: ΤΟ ΣΧΕΔΙΟΝ ΠΕΡΙ ΦΟΡΟΛΟΓΙΑΣ ΤΩΝ ΑΚΙΝΗΤΩΝ bbox=[989, 465, 1188, 494]
headline-power-cut: ΔΙΑΚΟΠΗ ΤΟΥ ΡΕΥΜΑΤΟΣ ΕΙΣ ΤΗΝ ΑΝΩ ΠΟΛΙΝ bbox=[400, 1134, 689, 1150]
article-body: ΘΕΣΣΑΛΟΝΙΚΗ, 22.— Κατὰ τὴν χθεσινὴν συνεδρίασιν ἀπεφασίσθη ὅπως συγκροτηθῇ ἐπιτροπὴ ἡ ὁποία θὰ μελετήσῃ τὰ ζητήματα καὶ θὰ ὑποβάλῃ τὰς προτάσεις της ἐντὸς τοῦ προσεχοῦς μηνός. bbox=[394, 824, 695, 856]
article-body: ΑΘΗΝΑΙ, 22.— Εἰς τὰ γραφεῖα τοῦ ὑπουργείου συνῆλθεν χθὲς ἡ ἐπιτροπὴ ἡ ὁποία ἐπιλαμβάνεται τῆς ἐξετάσεως τῶν θεμάτων τὰ ὁποῖα ἀφοροῦν εἰς τὴν ρύθμισιν τῶν ἐκκρεμοτήτων καὶ τὴν ἀντιμετώπισιν τῶν αἰτημάτων. bbox=[394, 187, 695, 219]
article-body: ΠΕΚΙΝΟΝ, 22 (Ρόυτερ).— Ἐπίσημοι κύκλοι ἐδήλωσαν ὅτι ἡ νέα ἡγεσία συνεχίζει τὴν ἰδίαν πολιτικὴν καὶ ὅτι δὲν ὑπάρχει οὐδεμία μεταβολὴ εἰς τὰς σχέσεις μεταξὺ τῶν δύο χωρῶν. bbox=[1212, 1245, 1384, 1286]
gold-price-row bbox=[394, 489, 695, 499]
gold-source: ΕΙΣ ΤΑΣ ΑΘΗΝΑΣ bbox=[511, 520, 578, 531]
headline-student-vote: ΨΗΦΙΣΜΑ ΤΩΝ ΠΡΟΣ ΤΟΝ ΥΠΟΥΡΓΟΝ κ. ΠΑΠΑΛΑΖΑΡΟΥ.— ΑΙ ΕΞΕΤΑΣΕΙΣ ΕΙΔΙΚΗΣ ΝΟΣΟΛΟΓΙΑΣ.— ΤΑ ΑΠΟΤΕΛΕΣΜΑΤΑ ΤΟΥ ΔΙΑΓΩΝΙΣΜΟΥ ΥΠΟΤΡΟΦΙΩΝ ΔΙΑ ΤΟ ΕΞΩΤΕΡΙΚΟΝ.— ΥΠΟΤΡΟΦΙΑΙ ΤΟΥ Ι.Κ.Υ.— ΚΙΝΗΣΙΣ ΣΥΛΛΟΓΩΝ bbox=[708, 183, 964, 268]
article-body: ΘΕΣΣΑΛΟΝΙΚΗ, 22.— Κατὰ τὴν χθεσινὴν συνεδρίασιν ἀπεφασίσθη ὅπως συγκροτηθῇ ἐπιτροπὴ ἡ ὁποία θὰ μελετήσῃ τὰ ζητήματα καὶ θὰ ὑποβάλῃ τὰς προτάσεις της ἐντὸς τοῦ προσεχοῦς μηνός. bbox=[6, 1449, 190, 1492]
article-body: (Ἀσ. Πρέσ.).— Σύμφωνα μὲ πληροφορίας ἐκ τῶν ἁρμοδίων ὑπηρεσιῶν, αἱ ἐργασίαι συνεχίζονται κανονικῶς καὶ ἀναμένεται ὅτι θὰ ὁλοκληρωθοῦν ἐντὸς τῆς προθεσμίας ἡ ὁποία ἔχει ὁρισθῇ. bbox=[6, 1880, 190, 1922]
coin-price: 254,00—251,00 bbox=[623, 478, 693, 489]
article-body: ΑΘΗΝΑΙ, 22.— Εἰς τὰ γραφεῖα τοῦ ὑπουργείου συνῆλθεν χθὲς ἡ ἐπιτροπὴ ἡ ὁποία ἐπιλαμβάνεται τῆς ἐξετάσεως τῶν θεμάτων τὰ ὁποῖα ἀφοροῦν εἰς τὴν ρύθμισιν τῶν ἐκκρεμοτήτων καὶ τὴν ἀντιμετώπισιν τῶν αἰτημάτων. bbox=[708, 1382, 832, 1454]
article-body: ΠΕΚΙΝΟΝ, 22 (Ρόυτερ).— Ἐπίσημοι κύκλοι ἐδήλωσαν ὅτι ἡ νέα ἡγεσία συνεχίζει τὴν ἰδίαν πολιτικὴν καὶ ὅτι δὲν ὑπάρχει οὐδεμία μεταβολὴ εἰς τὰς σχέσεις μεταξὺ τῶν δύο χωρῶν. bbox=[977, 349, 1200, 380]
headline-striking-doctors: ΜΕΧΡΙ ΤΗΣ ΔΕΥΤΕΡΑΣ ΘΑ ΕΞΕΥΡΕΘΟΥΝ ΛΥΣΕΙΣ ΕΠΙ ΤΩΝ ΖΗΤΗΜΑΤΩΝ ΑΠΕΡΓΟΥΝΤΩΝ ΙΑΤΡΩΝ bbox=[711, 720, 960, 794]
article-body: ΘΕΣΣΑΛΟΝΙΚΗ, 22.— Κατὰ τὴν χθεσινὴν συνεδρίασιν ἀπεφασίσθη ὅπως συγκροτηθῇ ἐπιτροπὴ ἡ ὁποία θὰ μελετήσῃ τὰ ζητήματα καὶ θὰ ὑποβάλῃ τὰς προτάσεις της ἐντὸς τοῦ προσεχοῦς μηνός. bbox=[1391, 1319, 1562, 1371]
article-body: (Ἀσ. Πρέσ.).— Σύμφωνα μὲ πληροφορίας ἐκ τῶν ἁρμοδίων ὑπηρεσιῶν, αἱ ἐργασίαι συνεχίζονται κανονικῶς καὶ ἀναμένεται ὅτι θὰ ὁλοκληρωθοῦν ἐντὸς τῆς προθεσμίας ἡ ὁποία ἔχει ὁρισθῇ. bbox=[977, 713, 1200, 745]
subheading-nosology: ΕΙΔΙΚΗ ΝΟΣΟΛΟΓΙΑ bbox=[709, 412, 831, 427]
article-body: (Ἀσ. Πρέσ.).— Σύμφωνα μὲ πληροφορίας ἐκ τῶν ἁρμοδίων ὑπηρεσιῶν, αἱ ἐργασίαι συνεχίζονται κανονικῶς καὶ ἀναμένεται ὅτι θὰ ὁλοκληρωθοῦν ἐντὸς τῆς προθεσμίας ἡ ὁποία ἔχει ὁρισθῇ. bbox=[840, 1123, 964, 1196]
article-body: (Ἀσ. Πρέσ.).— Σύμφωνα μὲ πληροφορίας ἐκ τῶν ἁρμοδίων ὑπηρεσιῶν, αἱ ἐργασίαι συνεχίζονται κανονικῶς καὶ ἀναμένεται ὅτι θὰ ὁλοκληρωθοῦν ἐντὸς τῆς προθεσμίας ἡ ὁποία ἔχει ὁρισθῇ. bbox=[6, 1738, 190, 1780]
article-body: ΑΘΗΝΑΙ, 22.— Εἰς τὰ γραφεῖα τοῦ ὑπουργείου συνῆλθεν χθὲς ἡ ἐπιτροπὴ ἡ ὁποία ἐπιλαμβάνεται τῆς ἐξετάσεως τῶν θεμάτων τὰ ὁποῖα ἀφοροῦν εἰς τὴν ρύθμισιν τῶν ἐκκρεμοτήτων καὶ τὴν ἀντιμετώπισιν τῶν αἰτημάτων. bbox=[197, 1422, 381, 1474]
article-body: ΘΕΣΣΑΛΟΝΙΚΗ, 22.— Κατὰ τὴν χθεσινὴν συνεδρίασιν ἀπεφασίσθη ὅπως συγκροτηθῇ ἐπιτροπὴ ἡ ὁποία θὰ μελετήσῃ τὰ ζητήματα καὶ θὰ ὑποβάλῃ τὰς προτάσεις της ἐντὸς τοῦ προσεχοῦς μηνός. bbox=[197, 550, 381, 591]
headline-serres: Η ΕΠΙΛΥΣΙΣ ΤΟΥ ΘΕΜΑΤΟΣ ΤΩΝ ΣΧΟΛΕΙΩΝ ΣΕΡΡΩΝ bbox=[16, 336, 180, 366]
article-body: ΑΘΗΝΑΙ, 22.— Εἰς τὰ γραφεῖα τοῦ ὑπουργείου συνῆλθεν χθὲς ἡ ἐπιτροπὴ ἡ ὁποία ἐπιλαμβάνεται τῆς ἐξετάσεως τῶν θεμάτων τὰ ὁποῖα ἀφοροῦν εἰς τὴν ρύθμισιν τῶν ἐκκρεμοτήτων καὶ τὴν ἀντιμετώπισιν τῶν αἰτημάτων. bbox=[1391, 266, 1562, 328]
headline-tobacco-warehouse: ΜΕΓΑΛΗ ΚΑΠΝΑΠΟΘΗΚΗ ΑΝΕΓΕΙΡΕΙ Ο Ε.Ο.Κ. ΕΙΣ ΤΗΝ ΔΡΑΜΑΝ bbox=[402, 684, 687, 713]
headline-exhibition: ΕΝΘΟΥΣΙΩΔΗΣ ΥΠΟΔΟΧΗ ΕΙΣ ΤΟΝ κ. ΠΑΠΑΝΔΡΕΟΥ ΠΡΟΕΤΟΙΜΑΖΟΥΝ ΟΙ ΚΑΤΟΙΚΟΙ ΤΗΣ ΧΑΛΚΙΔΟΣ ΚΑΤΑ ΤΗΝ ΜΕΤΑΒΑΣΙΝ ΤΟΥ ΕΙΣ ΤΗΝ ΕΥΒΟΙΑΝ bbox=[6, 10, 381, 131]
article-body: ΑΘΗΝΑΙ, 22.— Εἰς τὰ γραφεῖα τοῦ ὑπουργείου συνῆλθεν χθὲς ἡ ἐπιτροπὴ ἡ ὁποία ἐπιλαμβάνεται τῆς ἐξετάσεως τῶν θεμάτων τὰ ὁποῖα ἀφοροῦν εἰς τὴν ρύθμισιν τῶν ἐκκρεμοτήτων καὶ τὴν ἀντιμετώπισιν τῶν αἰτημάτων. bbox=[1212, 135, 1384, 197]
subheading-fishing-boats: ΑΓΝΟΟΥΝΤΑΙ ΤΡΙΑ ΑΛΙΕΥΤΙΚΑ bbox=[1418, 233, 1535, 263]
article-body: (Ἀσ. Πρέσ.).— Σύμφωνα μὲ πληροφορίας ἐκ τῶν ἁρμοδίων ὑπηρεσιῶν, αἱ ἐργασίαι συνεχίζονται κανονικῶς καὶ ἀναμένεται ὅτι θὰ ὁλοκληρωθοῦν ἐντὸς τῆς προθεσμίας ἡ ὁποία ἔχει ὁρισθῇ. bbox=[977, 262, 1200, 293]
subheading-ika-doctors: ΟΙ ΙΑΤΡΟΙ ΤΟΥ ΙΚΑ bbox=[712, 996, 827, 1011]
article-body: ΑΘΗΝΑΙ, 22.— Εἰς τὰ γραφεῖα τοῦ ὑπουργείου συνῆλθεν χθὲς ἡ ἐπιτροπὴ ἡ ὁποία ἐπιλαμβάνεται τῆς ἐξετάσεως τῶν θεμάτων τὰ ὁποῖα ἀφοροῦν εἰς τὴν ρύθμισιν τῶν ἐκκρεμοτήτων καὶ τὴν ἀντιμετώπισιν τῶν αἰτημάτων. bbox=[6, 185, 190, 237]
article-body: ΑΘΗΝΑΙ, 22.— Εἰς τὰ γραφεῖα τοῦ ὑπουργείου συνῆλθεν χθὲς ἡ ἐπιτροπὴ ἡ ὁποία ἐπιλαμβάνεται τῆς ἐξετάσεως τῶν θεμάτων τὰ ὁποῖα ἀφοροῦν εἰς τὴν ρύθμισιν τῶν ἐκκρεμοτήτων καὶ τὴν ἀντιμετώπισιν τῶν αἰτημάτων. bbox=[6, 368, 190, 420]
article-body: ΘΕΣΣΑΛΟΝΙΚΗ, 22.— Κατὰ τὴν χθεσινὴν συνεδρίασιν ἀπεφασίσθη ὅπως συγκροτηθῇ ἐπιτροπὴ ἡ ὁποία θὰ μελετήσῃ τὰ ζητήματα καὶ θὰ ὑποβάλῃ τὰς προτάσεις της ἐντὸς τοῦ προσεχοῦς μηνός. bbox=[708, 1273, 832, 1346]
article-body: (Ἀσ. Πρέσ.).— Σύμφωνα μὲ πληροφορίας ἐκ τῶν ἁρμοδίων ὑπηρεσιῶν, αἱ ἐργασίαι συνεχίζονται κανονικῶς καὶ ἀναμένεται ὅτι θὰ ὁλοκληρωθοῦν ἐντὸς τῆς προθεσμίας ἡ ὁποία ἔχει ὁρισθῇ. bbox=[1212, 200, 1384, 252]
article-body: Ἐκ τῆς γραμματείας τῆς σχολῆς ἀνακοινοῦται ὅτι αἱ πτυχιακαὶ ἐξετάσεις θὰ διεξαχθοῦν συμφώνως πρὸς τὸ πρόγραμμα τὸ ὁποῖον ἔχει ἀναρτηθῇ εἰς τὸν πίνακα ἀνακοινώσεων τοῦ πανεπιστημίου. bbox=[708, 270, 832, 333]
article-body: ΠΕΚΙΝΟΝ, 22 (Ρόυτερ).— Ἐπίσημοι κύκλοι ἐδήλωσαν ὅτι ἡ νέα ἡγεσία συνεχίζει τὴν ἰδίαν πολιτικὴν καὶ ὅτι δὲν ὑπάρχει οὐδεμία μεταβολὴ εἰς τὰς σχέσεις μεταξὺ τῶν δύο χωρῶν. bbox=[1212, 475, 1384, 517]
article-body: ΘΕΣΣΑΛΟΝΙΚΗ, 22.— Κατὰ τὴν χθεσινὴν συνεδρίασιν ἀπεφασίσθη ὅπως συγκροτηθῇ ἐπιτροπὴ ἡ ὁποία θὰ μελετήσῃ τὰ ζητήματα καὶ θὰ ὑποβάλῃ τὰς προτάσεις της ἐντὸς τοῦ προσεχοῦς μηνός. bbox=[840, 1547, 964, 1620]
headline-belgrade-ambassador: Ο ΕΝ ΒΕΛΙΓΡΑΔΙΩ ΝΕΟΣ ΠΡΕΣΒΕΥΤΗΣ ΤΗΣ ΕΛΛΑΔΟΣ ΕΠΕΔΩΣΕ ΤΑ ΔΙΑΠΙΣΤΕΥΤΗΡΙΑ ΤΟΥ ΕΙΣ ΤΟΝ ΤΙΤΟ bbox=[1212, 793, 1562, 848]
article-body: ΘΕΣΣΑΛΟΝΙΚΗ, 22.— Κατὰ τὴν χθεσινὴν συνεδρίασιν ἀπεφασίσθη ὅπως συγκροτηθῇ ἐπιτροπὴ ἡ ὁποία θὰ μελετήσῃ τὰ ζητήματα καὶ θὰ ὑποβάλῃ τὰς προτάσεις της ἐντὸς τοῦ προσεχοῦς μηνός. bbox=[1212, 254, 1384, 306]
headline-nato-admiral: Ο ΝΑΥΑΡΧΟΣ ΓΚΡΙΦΙΝ ΔΙΟΡΙΖΕΤΑΙ ΑΡΧΗΓΟΣ ΝΑΥΤΙΚΩΝ ΔΥΝΑΜΕΩΝ ΕΙΣ ΤΟ Ν.Α.Τ.Ο. bbox=[982, 303, 1195, 346]
article-body: (Ἀσ. Πρέσ.).— Σύμφωνα μὲ πληροφορίας ἐκ τῶν ἁρμοδίων ὑπηρεσιῶν, αἱ ἐργασίαι συνεχίζονται κανονικῶς καὶ ἀναμένεται ὅτι θὰ ὁλοκληρωθοῦν ἐντὸς τῆς προθεσμίας ἡ ὁποία ἔχει ὁρισθῇ. bbox=[6, 1071, 190, 1112]
headline-gold-sovereign: 306,50 ΔΡΧ. Η ΧΡΥΣΗ ΛΙΡΑ ΕΙΣ ΤΗΝ ΘΕΣΣΑΛΟΝΙΚΗΝ ΚΑΙ 305,40 ΔΡΧ. ΕΙΣ ΑΘΗΝΑΣ bbox=[397, 357, 692, 413]
subheading-continued: ΣΥΝΕΧΕΙΑ bbox=[1265, 1451, 1330, 1467]
article-body: (Ἀσ. Πρέσ.).— Σύμφωνα μὲ πληροφορίας ἐκ τῶν ἁρμοδίων ὑπηρεσιῶν, αἱ ἐργασίαι συνεχίζονται κανονικῶς καὶ ἀναμένεται ὅτι θὰ ὁλοκληρωθοῦν ἐντὸς τῆς προθεσμίας ἡ ὁποία ἔχει ὁρισθῇ. bbox=[1212, 519, 1384, 571]
article-body: ΑΘΗΝΑΙ, 22.— Εἰς τὰ γραφεῖα τοῦ ὑπουργείου συνῆλθεν χθὲς ἡ ἐπιτροπὴ ἡ ὁποία ἐπιλαμβάνεται τῆς ἐξετάσεως τῶν θεμάτων τὰ ὁποῖα ἀφοροῦν εἰς τὴν ρύθμισιν τῶν ἐκκρεμοτήτων καὶ τὴν ἀντιμετώπισιν τῶν αἰτημάτων. bbox=[977, 1154, 1200, 1197]
headline-press-economy: ΕΠΙΤΡΟΠΗ ΕΙΣ ΥΠΟΥΡΓΕΙΟΝ ΔΙΑ ΤΗΝ ΕΞΕΤΑΣΙΝ ΤΑ ΟΙΚΟΝΟΜΙΚΑ ΘΕΜΑΤΑ ΤΟΥ ΤΥΠΟΥ bbox=[396, 155, 693, 184]
article-body: (Ἀσ. Πρέσ.).— Σύμφωνα μὲ πληροφορίας ἐκ τῶν ἁρμοδίων ὑπηρεσιῶν, αἱ ἐργασίαι συνεχίζονται κανονικῶς καὶ ἀναμένεται ὅτι θὰ ὁλοκληρωθοῦν ἐντὸς τῆς προθεσμίας ἡ ὁποία ἔχει ὁρισθῇ. bbox=[6, 1602, 190, 1644]
headline-stefanopoulos: Ο κ. ΣΤΕΦΑΝΟΠΟΥΛΟΣ ΕΙΣ ΤΑ ΘΕΜΑΤΑ ΤΟΥ bbox=[15, 923, 180, 953]
article-body: ΑΘΗΝΑΙ, 22.— Εἰς τὰ γραφεῖα τοῦ ὑπουργείου συνῆλθεν χθὲς ἡ ἐπιτροπὴ ἡ ὁποία ἐπιλαμβάνεται τῆς ἐξετάσεως τῶν θεμάτων τὰ ὁποῖα ἀφοροῦν εἰς τὴν ρύθμισιν τῶν ἐκκρεμοτήτων καὶ τὴν ἀντιμετώπισιν τῶν αἰτημάτων. bbox=[6, 1016, 190, 1068]
article-body: (Ἀσ. Πρέσ.).— Σύμφωνα μὲ πληροφορίας ἐκ τῶν ἁρμοδίων ὑπηρεσιῶν, αἱ ἐργασίαι συνεχίζονται κανονικῶς καὶ ἀναμένεται ὅτι θὰ ὁλοκληρωθοῦν ἐντὸς τῆς προθεσμίας ἡ ὁποία ἔχει ὁρισθῇ. bbox=[197, 277, 381, 318]
article-body: (Ἀσ. Πρέσ.).— Σύμφωνα μὲ πληροφορίας ἐκ τῶν ἁρμοδίων ὑπηρεσιῶν, αἱ ἐργασίαι συνεχίζονται κανονικῶς καὶ ἀναμένεται ὅτι θὰ ὁλοκληρωθοῦν ἐντὸς τῆς προθεσμίας ἡ ὁποία ἔχει ὁρισθῇ. bbox=[708, 1198, 832, 1270]
article-body: ΑΘΗΝΑΙ, 22.— Εἰς τὰ γραφεῖα τοῦ ὑπουργείου συνῆλθεν χθὲς ἡ ἐπιτροπὴ ἡ ὁποία ἐπιλαμβάνεται τῆς ἐξετάσεως τῶν θεμάτων τὰ ὁποῖα ἀφοροῦν εἰς τὴν ρύθμισιν τῶν ἐκκρεμοτήτων καὶ τὴν ἀντιμετώπισιν τῶν αἰτημάτων. bbox=[394, 534, 695, 565]
article-body: ΠΕΚΙΝΟΝ, 22 (Ρόυτερ).— Ἐπίσημοι κύκλοι ἐδήλωσαν ὅτι ἡ νέα ἡγεσία συνεχίζει τὴν ἰδίαν πολιτικὴν καὶ ὅτι δὲν ὑπάρχει οὐδεμία μεταβολὴ εἰς τὰς σχέσεις μεταξὺ τῶν δύο χωρῶν. bbox=[1391, 680, 1562, 722]
article-body: (Ἀσ. Πρέσ.).— Σύμφωνα μὲ πληροφορίας ἐκ τῶν ἁρμοδίων ὑπηρεσιῶν, αἱ ἐργασίαι συνεχίζονται κανονικῶς καὶ ἀναμένεται ὅτι θὰ ὁλοκληρωθοῦν ἐντὸς τῆς προθεσμίας ἡ ὁποία ἔχει ὁρισθῇ. bbox=[6, 240, 190, 281]
coin-price: 306,50—306,50 bbox=[623, 449, 693, 460]
subhead-euclid: Αἰτήματα τῶν σπουδαστῶν «Εὐκλείδη» bbox=[708, 138, 964, 179]
article-body: ΠΕΚΙΝΟΝ, 22 (Ρόυτερ).— Ἐπίσημοι κύκλοι ἐδήλωσαν ὅτι ἡ νέα ἡγεσία συνεχίζει τὴν ἰδίαν πολιτικὴν καὶ ὅτι δὲν ὑπάρχει οὐδεμία μεταβολὴ εἰς τὰς σχέσεις μεταξὺ τῶν δύο χωρῶν. bbox=[1391, 1063, 1562, 1105]
article-body: ΑΘΗΝΑΙ, 22.— Εἰς τὰ γραφεῖα τοῦ ὑπουργείου συνῆλθεν χθὲς ἡ ἐπιτροπὴ ἡ ὁποία ἐπιλαμβάνεται τῆς ἐξετάσεως τῶν θεμάτων τὰ ὁποῖα ἀφοροῦν εἰς τὴν ρύθμισιν τῶν ἐκκρεμοτήτων καὶ τὴν ἀντιμετώπισιν τῶν αἰτημάτων. bbox=[197, 1728, 381, 1780]
article-body: (Ἀσ. Πρέσ.).— Σύμφωνα μὲ πληροφορίας ἐκ τῶν ἁρμοδίων ὑπηρεσιῶν, αἱ ἐργασίαι συνεχίζονται κανονικῶς καὶ ἀναμένεται ὅτι θὰ ὁλοκληρωθοῦν ἐντὸς τῆς προθεσμίας ἡ ὁποία ἔχει ὁρισθῇ. bbox=[1212, 1033, 1384, 1084]
article-body: ΠΕΚΙΝΟΝ, 22 (Ρόυτερ).— Ἐπίσημοι κύκλοι ἐδήλωσαν ὅτι ἡ νέα ἡγεσία συνεχίζει τὴν ἰδίαν πολιτικὴν καὶ ὅτι δὲν ὑπάρχει οὐδεμία μεταβολὴ εἰς τὰς σχέσεις μεταξὺ τῶν δύο χωρῶν. bbox=[1212, 1470, 1384, 1511]
article-body: ΑΘΗΝΑΙ, 22.— Εἰς τὰ γραφεῖα τοῦ ὑπουργείου συνῆλθεν χθὲς ἡ ἐπιτροπὴ ἡ ὁποία ἐπιλαμβάνεται τῆς ἐξετάσεως τῶν θεμάτων τὰ ὁποῖα ἀφοροῦν εἰς τὴν ρύθμισιν τῶν ἐκκρεμοτήτων καὶ τὴν ἀντιμετώπισιν τῶν αἰτημάτων. bbox=[197, 1099, 381, 1150]
article-body: (Ἀσ. Πρέσ.).— Σύμφωνα μὲ πληροφορίας ἐκ τῶν ἁρμοδίων ὑπηρεσιῶν, αἱ ἐργασίαι συνεχίζονται κανονικῶς καὶ ἀναμένεται ὅτι θὰ ὁλοκληρωθοῦν ἐντὸς τῆς προθεσμίας ἡ ὁποία ἔχει ὁρισθῇ. bbox=[1212, 1514, 1384, 1566]
headline-deposits: ΑΝΗΛΘΟΝ ΚΑΤΑ 1.163 ΕΚΑΤ. ΑΙ ΚΑΤΑΘΕΣΕΙΣ ΤΩΝ ΙΔΙΩΤΩΝ ΕΙΣ ΤΑΣ ΕΜΠΟΡΙΚΑΣ ΤΡΑΠΕΖΑΣ bbox=[7, 1507, 380, 1545]
headline-pilot-error: ΕΙΣ ΣΦΑΛΜΑ ΤΟΥ ΧΕΙΡΙΣΤΟΥ ΟΦΕΙΛΕΤΑΙ Η ΠΤΩΣΙΣ ΤΟΥ ΑΜΕΡΙΚΑΝΙΚΟΥ ΑΕΡΟΠΛΑΝΟΥ bbox=[1215, 1388, 1559, 1444]
article-body: ΠΕΚΙΝΟΝ, 22 (Ρόυτερ).— Ἐπίσημοι κύκλοι ἐδήλωσαν ὅτι ἡ νέα ἡγεσία συνεχίζει τὴν ἰδίαν πολιτικὴν καὶ ὅτι δὲν ὑπάρχει οὐδεμία μεταβολὴ εἰς τὰς σχέσεις μεταξὺ τῶν δύο χωρῶν. bbox=[977, 639, 1200, 670]
coin-price: 301,50—300,00 bbox=[623, 459, 693, 469]
article-body: ΘΕΣΣΑΛΟΝΙΚΗ, 22.— Κατὰ τὴν χθεσινὴν συνεδρίασιν ἀπεφασίσθη ὅπως συγκροτηθῇ ἐπιτροπὴ ἡ ὁποία θὰ μελετήσῃ τὰ ζητήματα καὶ θὰ ὑποβάλῃ τὰς προτάσεις της ἐντὸς τοῦ προσεχοῦς μηνός. bbox=[394, 113, 695, 144]
article-body: ΑΘΗΝΑΙ, 22.— Εἰς τὰ γραφεῖα τοῦ ὑπουργείου συνῆλθεν χθὲς ἡ ἐπιτροπὴ ἡ ὁποία ἐπιλαμβάνεται τῆς ἐξετάσεως τῶν θεμάτων τὰ ὁποῖα ἀφοροῦν εἰς τὴν ρύθμισιν τῶν ἐκκρεμοτήτων καὶ τὴν ἀντιμετώπισιν τῶν αἰτημάτων. bbox=[197, 495, 381, 547]
subhead-bulgaria: ΔΙΑ ΤΗΝ ΒΟΥΛΓΑΡΙΑΝ bbox=[1095, 62, 1200, 73]
article-body: (Ἀσ. Πρέσ.).— Σύμφωνα μὲ πληροφορίας ἐκ τῶν ἁρμοδίων ὑπηρεσιῶν, αἱ ἐργασίαι συνεχίζονται κανονικῶς καὶ ἀναμένεται ὅτι θὰ ὁλοκληρωθοῦν ἐντὸς τῆς προθεσμίας ἡ ὁποία ἔχει ὁρισθῇ. bbox=[977, 1313, 1200, 1345]
article-body: ΑΘΗΝΑΙ, 22.— Εἰς τὰ γραφεῖα τοῦ ὑπουργείου συνῆλθεν χθὲς ἡ ἐπιτροπὴ ἡ ὁποία ἐπιλαμβάνεται τῆς ἐξετάσεως τῶν θεμάτων τὰ ὁποῖα ἀφοροῦν εἰς τὴν ρύθμισιν τῶν ἐκκρεμοτήτων καὶ τὴν ἀντιμετώπισιν τῶν αἰτημάτων. bbox=[840, 1622, 964, 1694]
article-body: ΑΘΗΝΑΙ, 22.— Εἰς τὰ γραφεῖα τοῦ ὑπουργείου συνῆλθεν χθὲς ἡ ἐπιτροπὴ ἡ ὁποία ἐπιλαμβάνεται τῆς ἐξετάσεως τῶν θεμάτων τὰ ὁποῖα ἀφοροῦν εἰς τὴν ρύθμισιν τῶν ἐκκρεμοτήτων καὶ τὴν ἀντιμετώπισιν τῶν αἰτημάτων. bbox=[708, 844, 832, 916]
gold-price-row bbox=[394, 460, 695, 469]
article-body: (Ἀσ. Πρέσ.).— Σύμφωνα μὲ πληροφορίας ἐκ τῶν ἁρμοδίων ὑπηρεσιῶν, αἱ ἐργασίαι συνεχίζονται κανονικῶς καὶ ἀναμένεται ὅτι θὰ ὁλοκληρωθοῦν ἐντὸς τῆς προθεσμίας ἡ ὁποία ἔχει ὁρισθῇ. bbox=[708, 1622, 832, 1694]
subhead-degree-exams: Αἱ πτυχιακαὶ τῆς φυσικομαθηματικῆς bbox=[763, 95, 908, 132]
article-body: ΑΘΗΝΑΙ, 22.— Εἰς τὰ γραφεῖα τοῦ ὑπουργείου συνῆλθεν χθὲς ἡ ἐπιτροπὴ ἡ ὁποία ἐπιλαμβάνεται τῆς ἐξετάσεως τῶν θεμάτων τὰ ὁποῖα ἀφοροῦν εἰς τὴν ρύθμισιν τῶν ἐκκρεμοτήτων καὶ τὴν ἀντιμετώπισιν τῶν αἰτημάτων. bbox=[840, 919, 964, 992]
article-body: (Ἀσ. Πρέσ.).— Σύμφωνα μὲ πληροφορίας ἐκ τῶν ἁρμοδίων ὑπηρεσιῶν, αἱ ἐργασίαι συνεχίζονται κανονικῶς καὶ ἀναμένεται ὅτι θὰ ὁλοκληρωθοῦν ἐντὸς τῆς προθεσμίας ἡ ὁποία ἔχει ὁρισθῇ. bbox=[708, 919, 832, 992]
coin-type: Ιταλικής bbox=[396, 478, 439, 489]
article-body: ΘΕΣΣΑΛΟΝΙΚΗ, 22.— Κατὰ τὴν χθεσινὴν συνεδρίασιν ἀπεφασίσθη ὅπως συγκροτηθῇ ἐπιτροπὴ ἡ ὁποία θὰ μελετήσῃ τὰ ζητήματα καὶ θὰ ὑποβάλῃ τὰς προτάσεις της ἐντὸς τοῦ προσεχοῦς μηνός. bbox=[1391, 989, 1562, 1041]
article-body: ΑΘΗΝΑΙ, 22.— Εἰς τὰ γραφεῖα τοῦ ὑπουργείου συνῆλθεν χθὲς ἡ ἐπιτροπὴ ἡ ὁποία ἐπιλαμβάνεται τῆς ἐξετάσεως τῶν θεμάτων τὰ ὁποῖα ἀφοροῦν εἰς τὴν ρύθμισιν τῶν ἐκκρεμοτήτων καὶ τὴν ἀντιμετώπισιν τῶν αἰτημάτων. bbox=[977, 120, 1200, 161]
student-section-banner bbox=[708, 8, 964, 90]
article-body: ΘΕΣΣΑΛΟΝΙΚΗ, 22.— Κατὰ τὴν χθεσινὴν συνεδρίασιν ἀπεφασίσθη ὅπως συγκροτηθῇ ἐπιτροπὴ ἡ ὁποία θὰ μελετήσῃ τὰ ζητήματα καὶ θὰ ὑποβάλῃ τὰς προτάσεις της ἐντὸς τοῦ προσεχοῦς μηνός. bbox=[840, 844, 964, 916]
headline-retirees: ΣΥΝΤΑΞΙΟΥΧΟΙ ΑΠΟΦΑΣΙΖΟΝ ΑΠΕΡΓΙΑΝ ΕΚ ΣΥΓΚΟΙΝΩΝΙΑΣ bbox=[409, 1060, 680, 1090]
subheading-labs: ΤΑ ΕΡΓΑΣΤΗΡΙΑ bbox=[853, 528, 952, 544]
article-body: ΑΘΗΝΑΙ, 22.— Εἰς τὰ γραφεῖα τοῦ ὑπουργείου συνῆλθεν χθὲς ἡ ἐπιτροπὴ ἡ ὁποία ἐπιλαμβάνεται τῆς ἐξετάσεως τῶν θεμάτων τὰ ὁποῖα ἀφοροῦν εἰς τὴν ρύθμισιν τῶν ἐκκρεμοτήτων καὶ τὴν ἀντιμετώπισιν τῶν αἰτημάτων. bbox=[1212, 1589, 1384, 1651]
article-body: ΠΕΚΙΝΟΝ, 22 (Ρόυτερ).— Ἐπίσημοι κύκλοι ἐδήλωσαν ὅτι ἡ νέα ἡγεσία συνεχίζει τὴν ἰδίαν πολιτικὴν καὶ ὅτι δὲν ὑπάρχει οὐδεμία μεταβολὴ εἰς τὰς σχέσεις μεταξὺ τῶν δύο χωρῶν. bbox=[1391, 499, 1562, 541]
article-body: (Ἀσ. Πρέσ.).— Σύμφωνα μὲ πληροφορίας ἐκ τῶν ἁρμοδίων ὑπηρεσιῶν, αἱ ἐργασίαι συνεχίζονται κανονικῶς καὶ ἀναμένεται ὅτι θὰ ὁλοκληρωθοῦν ἐντὸς τῆς προθεσμίας ἡ ὁποία ἔχει ὁρισθῇ. bbox=[977, 1067, 1200, 1099]
article-body: ΑΘΗΝΑΙ, 22.— Εἰς τὰ γραφεῖα τοῦ ὑπουργείου συνῆλθεν χθὲς ἡ ἐπιτροπὴ ἡ ὁποία ἐπιλαμβάνεται τῆς ἐξετάσεως τῶν θεμάτων τὰ ὁποῖα ἀφοροῦν εἰς τὴν ρύθμισιν τῶν ἐκκρεμοτήτων καὶ τὴν ἀντιμετώπισιν τῶν αἰτημάτων. bbox=[197, 222, 381, 274]
article-body: ΑΘΗΝΑΙ, 22.— Εἰς τὰ γραφεῖα τοῦ ὑπουργείου συνῆλθεν χθὲς ἡ ἐπιτροπὴ ἡ ὁποία ἐπιλαμβάνεται τῆς ἐξετάσεως τῶν θεμάτων τὰ ὁποῖα ἀφοροῦν εἰς τὴν ρύθμισιν τῶν ἐκκρεμοτήτων καὶ τὴν ἀντιμετώπισιν τῶν αἰτημάτων. bbox=[6, 1548, 190, 1600]
article-body: ΘΕΣΣΑΛΟΝΙΚΗ, 22.— Κατὰ τὴν χθεσινὴν συνεδρίασιν ἀπεφασίσθη ὅπως συγκροτηθῇ ἐπιτροπὴ ἡ ὁποία θὰ μελετήσῃ τὰ ζητήματα καὶ θὰ ὑποβάλῃ τὰς προτάσεις της ἐντὸς τοῦ προσεχοῦς μηνός. bbox=[197, 320, 381, 363]
subheading-pilot-error: ΣΦΑΛΜΑ ΤΟΥ ΧΕΙΡΙΣΤΟΥ bbox=[1220, 1570, 1375, 1586]
